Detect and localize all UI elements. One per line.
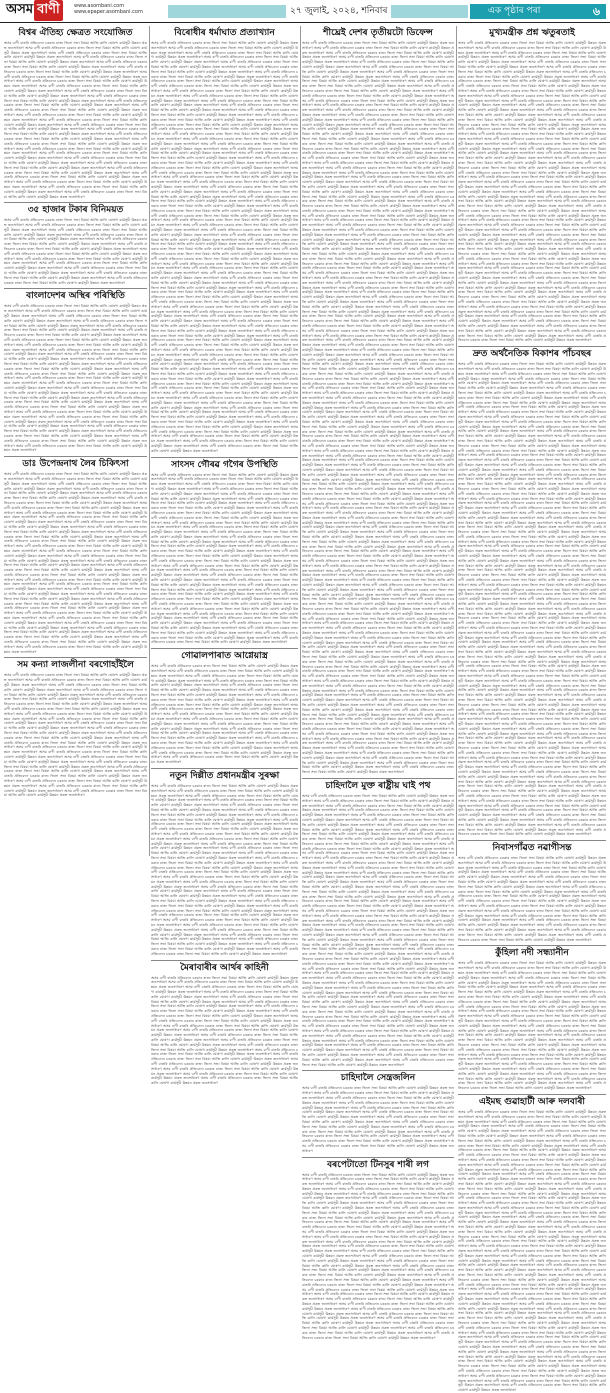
article-divider (302, 1157, 454, 1158)
article (302, 28, 454, 775)
column-3 (302, 26, 454, 1340)
article-headline: নিবাসগাঁৱত নৱাগীসন্ত (492, 843, 572, 854)
article (4, 657, 147, 798)
article-headline: চাহিদালৈ সেন্ত্ৰজলিন (340, 1073, 416, 1084)
article-divider (4, 456, 147, 457)
article-divider (4, 288, 147, 289)
article (151, 457, 298, 646)
article-headline: ডাঃ উপেন্দ্ৰনাথ লৈৰ চিকিৎসা (22, 459, 129, 470)
column-rule (149, 26, 150, 856)
article-divider (151, 457, 298, 458)
article-headline: বিৰোধীৰ ধৰ্মাঘাত প্ৰত্যাখ্যান (174, 28, 275, 38)
article-divider (151, 648, 298, 649)
article-divider (458, 1094, 606, 1095)
article-headline: চাহিদালৈ মুক্ত ৰাষ্ট্ৰীয় ঘাই পথ (325, 780, 431, 791)
masthead (0, 0, 610, 23)
article (458, 945, 606, 1091)
article-body: অসম বাণী বাতৰি প্ৰতিবেদন চৰকাৰ ৰাজ্য জিলা সভা বিষয়া আজি কালি ঘোষণা কাৰ্যসূচী উন্নয়ন প্ৰকল্প জনসাধাৰণ অসম বাণী বাতৰি প্ৰতিবেদন চৰকাৰ ৰাজ্য জিলা সভা বিষয়া আজি কালি ঘোষণা কাৰ্যসূচী উন্নয়ন প্ৰকল্প জনসাধাৰণ অসম বাণী বাতৰি প্ৰতিবেদন চৰকাৰ ৰাজ্য জিলা সভা বিষয়া আজি কালি ঘোষণা কাৰ্যসূচী উন্নয়ন প্ৰকল্প জনসাধাৰণ অসম বাণী বাতৰি প্ৰতিবেদন চৰকাৰ ৰাজ্য জিলা সভা বিষয়া আজি কালি ঘোষণা কাৰ্যসূচী উন্নয়ন প্ৰকল্প জনসাধাৰণ অসম বাণী বাতৰি প্ৰতিবেদন চৰকাৰ ৰাজ্য জিলা সভা বিষয়া আজি কালি ঘোষণা কাৰ্যসূচী উন্নয়ন প্ৰকল্প জনসাধাৰণ অসম বাণী বাতৰি প্ৰতিবেদন চৰকাৰ ৰাজ্য জিলা সভা বিষয়া আজি কালি ঘোষণা কাৰ্যসূচী উন্নয়ন প্ৰকল্প জনসাধাৰণ অসম বাণী বাতৰি প্ৰতিবেদন চৰকাৰ ৰাজ্য জিলা সভা বিষয়া আজি কালি ঘোষণা কাৰ্যসূচী উন্নয়ন প্ৰকল্প জনসাধাৰণ অসম বাণী বাতৰি প্ৰতিবেদন চৰকাৰ ৰাজ্য জিলা সভা বিষয়া আজি কালি ঘোষণা কাৰ্যসূচী উন্নয়ন প্ৰকল্প জনসাধাৰণ অসম বাণী বাতৰি প্ৰতিবেদন চৰকাৰ ৰাজ্য জিলা সভা বিষয়া আজি কালি ঘোষণা কাৰ্যসূচী উন্নয়ন প্ৰকল্প জনসাধাৰণ অসম বাণী বাতৰি প্ৰতিবেদন চৰকাৰ ৰাজ্য জিলা সভা বিষয়া আজি কালি ঘোষণা কাৰ্যসূচী উন্নয়ন প্ৰকল্প জনসাধাৰণ অসম বাণী বাতৰি প্ৰতিবেদন চৰকাৰ ৰাজ্য জিলা সভা বিষয়া আজি কালি ঘোষণা কাৰ্যসূচী উন্নয়ন প্ৰকল্প জনসাধাৰণ অসম বাণী বাতৰি প্ৰতিবেদন চৰকাৰ ৰাজ্য জিলা সভা বিষয়া আজি কালি ঘোষণা কাৰ্যসূচী উন্নয়ন প্ৰকল্প জনসাধাৰণ অসম বাণী বাতৰি প্ৰতিবেদন চৰকাৰ ৰাজ্য জিলা সভা বিষয়া আজি কালি ঘোষণা কাৰ্যসূচী উন্নয়ন প্ৰকল্প জনসাধাৰণ অসম বাণী বাতৰি প্ৰতিবেদন চৰকাৰ ৰাজ্য জিলা সভা বিষয়া আজি কালি ঘোষণা কাৰ্যসূচী উন্নয়ন প্ৰকল্প জনসাধাৰণ অসম বাণী বাতৰি প্ৰতিবেদন চৰকাৰ ৰাজ্য জিলা সভা বিষয়া আজি কালি ঘোষণা কাৰ্যসূচী উন্নয়ন প্ৰকল্প জনসাধাৰণ অসম বাণী বাতৰি প্ৰতিবেদন চৰকাৰ ৰাজ্য জিলা সভা বিষয়া আজি কালি ঘোষণা কাৰ্যসূচী উন্নয়ন প্ৰকল্প জনসাধাৰণ অসম বাণী বাতৰি প্ৰতিবেদন চৰকাৰ ৰাজ্য জিলা সভা বিষয়া আজি কালি ঘোষণা কাৰ্যসূচী উন্নয়ন প্ৰকল্প জনসাধাৰণ অসম বাণী বাতৰি প্ৰতিবেদন চৰকাৰ ৰাজ্য জিলা সভা বিষয়া আজি কালি ঘোষণা কাৰ্যসূচী উন্নয়ন প্ৰকল্প জনসাধাৰণ অসম বাণী বাতৰি প্ৰতিবেদন চৰকাৰ ৰাজ্য জিলা সভা বিষয়া আজি কালি ঘোষণা কাৰ্যসূচী উন্নয়ন প্ৰকল্প জনসাধাৰণ অসম বাণী বাতৰি প্ৰতিবেদন চৰকাৰ ৰাজ্য জিলা সভা বিষয়া আজি কালি ঘোষণা কাৰ্যসূচী উন্নয়ন প্ৰকল্প জনসাধাৰণ অসম বাণী বাতৰি প্ৰতিবেদন চৰকাৰ ৰাজ্য জিলা সভা বিষয়া আজি কালি ঘোষণা কাৰ্যসূচী উন্নয়ন প্ৰকল্প জনসাধাৰণ অসম বাণী বাতৰি প্ৰতিবেদন চৰকাৰ ৰাজ্য জিলা সভা বিষয়া আজি কালি ঘোষণা কাৰ্যসূচী উন্নয়ন প্ৰকল্প জনসাধাৰণ অসম বাণী বাতৰি প্ৰতিবেদন চৰকাৰ ৰাজ্য জিলা সভা বিষয়া আজি কালি ঘোষণা কাৰ্যসূচী উন্নয়ন প্ৰকল্প জনসাধাৰণ অসম বাণী বাতৰি প্ৰতিবেদন চৰকাৰ ৰাজ্য জিলা সভা বিষয়া আজি কালি ঘোষণা কাৰ্যসূচী উন্নয়ন প্ৰকল্প জনসাধাৰণ অসম বাণী বাতৰি প্ৰতিবেদন চৰকাৰ ৰাজ্য জিলা সভা বিষয়া আজি কালি ঘোষণা কাৰ্যসূচী উন্নয়ন প্ৰকল্প জনসাধাৰণ অসম বাণী বাতৰি প্ৰতিবেদন চৰকাৰ ৰাজ্য জিলা সভা বিষয়া আজি কালি ঘোষণা কাৰ্যসূচী উন্নয়ন প্ৰকল্প জনসাধাৰণ অসম বাণী বাতৰি প্ৰতিবেদন চৰকাৰ ৰাজ্য জিলা সভা বিষয়া আজি কালি ঘোষণা কাৰ্যসূচী উন্নয়ন প্ৰকল্প জনসাধাৰণ অসম বাণী বাতৰি প্ৰতিবেদন চৰকাৰ ৰাজ্য জিলা সভা বিষয়া আজি কালি ঘোষণা কাৰ্যসূচী উন্নয়ন প্ৰকল্প জনসাধাৰণ অসম বাণী বাতৰি প্ৰতিবেদন চৰকাৰ ৰাজ্য জিলা সভা বিষয়া আজি কালি ঘোষণা কাৰ্যসূচী উন্নয়ন প্ৰকল্প জনসাধাৰণ অসম বাণী বাতৰি প্ৰতিবেদন চৰকাৰ ৰাজ্য জিলা সভা বিষয়া আজি কালি ঘোষণা কাৰ্যসূচী উন্নয়ন প্ৰকল্প জনসাধাৰণ অসম বাণী বাতৰি প্ৰতিবেদন চৰকাৰ ৰাজ্য জিলা সভা বিষয়া আজি কালি ঘোষণা কাৰ্যসূচী উন্নয়ন প্ৰকল্প জনসাধাৰণ অসম বাণী বাতৰি প্ৰতিবেদন চৰকাৰ ৰাজ্য জিলা সভা বিষয়া আজি কালি ঘোষণা কাৰ্যসূচী উন্নয়ন প্ৰকল্প জনসাধাৰণ (151, 472, 299, 645)
column-4 (458, 26, 606, 1393)
article-body: অসম বাণী বাতৰি প্ৰতিবেদন চৰকাৰ ৰাজ্য জিলা সভা বিষয়া আজি কালি ঘোষণা কাৰ্যসূচী উন্নয়ন প্ৰকল্প জনসাধাৰণ অসম বাণী বাতৰি প্ৰতিবেদন চৰকাৰ ৰাজ্য জিলা সভা বিষয়া আজি কালি ঘোষণা কাৰ্যসূচী উন্নয়ন প্ৰকল্প জনসাধাৰণ অসম বাণী বাতৰি প্ৰতিবেদন চৰকাৰ ৰাজ্য জিলা সভা বিষয়া আজি কালি ঘোষণা কাৰ্যসূচী উন্নয়ন প্ৰকল্প জনসাধাৰণ অসম বাণী বাতৰি প্ৰতিবেদন চৰকাৰ ৰাজ্য জিলা সভা বিষয়া আজি কালি ঘোষণা কাৰ্যসূচী উন্নয়ন প্ৰকল্প জনসাধাৰণ অসম বাণী বাতৰি প্ৰতিবেদন চৰকাৰ ৰাজ্য জিলা সভা বিষয়া আজি কালি ঘোষণা কাৰ্যসূচী উন্নয়ন প্ৰকল্প জনসাধাৰণ অসম বাণী বাতৰি প্ৰতিবেদন চৰকাৰ ৰাজ্য জিলা সভা বিষয়া আজি কালি ঘোষণা কাৰ্যসূচী উন্নয়ন প্ৰকল্প জনসাধাৰণ অসম বাণী বাতৰি প্ৰতিবেদন চৰকাৰ ৰাজ্য জিলা সভা বিষয়া আজি কালি ঘোষণা কাৰ্যসূচী উন্নয়ন প্ৰকল্প জনসাধাৰণ অসম বাণী বাতৰি প্ৰতিবেদন চৰকাৰ ৰাজ্য জিলা সভা বিষয়া আজি কালি ঘোষণা কাৰ্যসূচী উন্নয়ন প্ৰকল্প জনসাধাৰণ অসম বাণী বাতৰি প্ৰতিবেদন চৰকাৰ ৰাজ্য জিলা সভা বিষয়া আজি কালি ঘোষণা কাৰ্যসূচী উন্নয়ন প্ৰকল্প জনসাধাৰণ অসম বাণী বাতৰি প্ৰতিবেদন চৰকাৰ ৰাজ্য জিলা সভা বিষয়া আজি কালি ঘোষণা কাৰ্যসূচী উন্নয়ন প্ৰকল্প জনসাধাৰণ অসম বাণী বাতৰি প্ৰতিবেদন চৰকাৰ ৰাজ্য জিলা সভা বিষয়া আজি কালি ঘোষণা কাৰ্যসূচী উন্নয়ন প্ৰকল্প জনসাধাৰণ অসম বাণী বাতৰি প্ৰতিবেদন চৰকাৰ ৰাজ্য জিলা সভা বিষয়া আজি কালি ঘোষণা কাৰ্যসূচী উন্নয়ন প্ৰকল্প জনসাধাৰণ অসম বাণী বাতৰি প্ৰতিবেদন চৰকাৰ ৰাজ্য জিলা সভা বিষয়া আজি কালি ঘোষণা কাৰ্যসূচী উন্নয়ন প্ৰকল্প জনসাধাৰণ অসম বাণী বাতৰি প্ৰতিবেদন চৰকাৰ ৰাজ্য জিলা সভা বিষয়া আজি কালি ঘোষণা কাৰ্যসূচী উন্নয়ন প্ৰকল্প জনসাধাৰণ অসম বাণী বাতৰি প্ৰতিবেদন চৰকাৰ ৰাজ্য জিলা সভা বিষয়া আজি কালি ঘোষণা কাৰ্যসূচী উন্নয়ন প্ৰকল্প জনসাধাৰণ অসম বাণী বাতৰি প্ৰতিবেদন চৰকাৰ ৰাজ্য জিলা সভা বিষয়া আজি কালি ঘোষণা কাৰ্যসূচী উন্নয়ন প্ৰকল্প জনসাধাৰণ অসম বাণী বাতৰি প্ৰতিবেদন চৰকাৰ ৰাজ্য জিলা সভা বিষয়া আজি কালি ঘোষণা কাৰ্যসূচী উন্নয়ন প্ৰকল্প জনসাধাৰণ অসম বাণী বাতৰি প্ৰতিবেদন চৰকাৰ ৰাজ্য জিলা সভা বিষয়া আজি কালি ঘোষণা কাৰ্যসূচী উন্নয়ন প্ৰকল্প জনসাধাৰণ অসম বাণী বাতৰি প্ৰতিবেদন চৰকাৰ ৰাজ্য জিলা সভা বিষয়া আজি কালি ঘোষণা কাৰ্যসূচী উন্নয়ন প্ৰকল্প জনসাধাৰণ অসম বাণী বাতৰি প্ৰতিবেদন চৰকাৰ ৰাজ্য জিলা সভা বিষয়া আজি কালি ঘোষণা কাৰ্যসূচী উন্নয়ন প্ৰকল্প জনসাধাৰণ অসম বাণী বাতৰি প্ৰতিবেদন চৰকাৰ ৰাজ্য জিলা সভা বিষয়া আজি কালি ঘোষণা কাৰ্যসূচী উন্নয়ন প্ৰকল্প জনসাধাৰণ অসম বাণী বাতৰি প্ৰতিবেদন চৰকাৰ ৰাজ্য জিলা সভা বিষয়া আজি কালি ঘোষণা কাৰ্যসূচী উন্নয়ন প্ৰকল্প জনসাধাৰণ অসম বাণী বাতৰি প্ৰতিবেদন চৰকাৰ ৰাজ্য জিলা সভা বিষয়া আজি কালি ঘোষণা কাৰ্যসূচী উন্নয়ন প্ৰকল্প জনসাধাৰণ অসম বাণী বাতৰি প্ৰতিবেদন চৰকাৰ ৰাজ্য জিলা সভা বিষয়া আজি কালি ঘোষণা কাৰ্যসূচী উন্নয়ন প্ৰকল্প জনসাধাৰণ অসম বাণী বাতৰি প্ৰতিবেদন চৰকাৰ ৰাজ্য জিলা সভা বিষয়া আজি কালি ঘোষণা কাৰ্যসূচী উন্নয়ন প্ৰকল্প জনসাধাৰণ অসম বাণী বাতৰি প্ৰতিবেদন চৰকাৰ ৰাজ্য জিলা সভা বিষয়া আজি কালি ঘোষণা কাৰ্যসূচী উন্নয়ন প্ৰকল্প জনসাধাৰণ অসম বাণী বাতৰি প্ৰতিবেদন চৰকাৰ ৰাজ্য জিলা সভা বিষয়া আজি কালি ঘোষণা কাৰ্যসূচী উন্নয়ন প্ৰকল্প জনসাধাৰণ অসম বাণী বাতৰি প্ৰতিবেদন চৰকাৰ ৰাজ্য জিলা সভা বিষয়া আজি কালি ঘোষণা কাৰ্যসূচী উন্নয়ন প্ৰকল্প জনসাধাৰণ অসম বাণী বাতৰি প্ৰতিবেদন চৰকাৰ ৰাজ্য জিলা সভা বিষয়া আজি কালি ঘোষণা কাৰ্যসূচী উন্নয়ন প্ৰকল্প জনসাধাৰণ অসম বাণী বাতৰি প্ৰতিবেদন চৰকাৰ ৰাজ্য জিলা সভা বিষয়া আজি কালি ঘোষণা কাৰ্যসূচী উন্নয়ন প্ৰকল্প জনসাধাৰণ অসম বাণী বাতৰি প্ৰতিবেদন চৰকাৰ ৰাজ্য জিলা সভা বিষয়া আজি কালি ঘোষণা কাৰ্যসূচী উন্নয়ন প্ৰকল্প জনসাধাৰণ অসম বাণী বাতৰি প্ৰতিবেদন চৰকাৰ ৰাজ্য জিলা সভা বিষয়া আজি কালি ঘোষণা কাৰ্যসূচী উন্নয়ন প্ৰকল্প জনসাধাৰণ অসম বাণী বাতৰি প্ৰতিবেদন চৰকাৰ ৰাজ্য জিলা সভা বিষয়া আজি কালি ঘোষণা কাৰ্যসূচী উন্নয়ন প্ৰকল্প জনসাধাৰণ অসম বাণী বাতৰি প্ৰতিবেদন চৰকাৰ ৰাজ্য জিলা সভা বিষয়া আজি কালি ঘোষণা কাৰ্যসূচী উন্নয়ন প্ৰকল্প জনসাধাৰণ অসম বাণী বাতৰি প্ৰতিবেদন চৰকাৰ ৰাজ্য জিলা সভা বিষয়া আজি কালি ঘোষণা কাৰ্যসূচী উন্নয়ন প্ৰকল্প জনসাধাৰণ অসম বাণী বাতৰি প্ৰতিবেদন চৰকাৰ ৰাজ্য জিলা সভা বিষয়া আজি কালি ঘোষণা কাৰ্যসূচী উন্নয়ন প্ৰকল্প জনসাধাৰণ অসম বাণী বাতৰি প্ৰতিবেদন চৰকাৰ ৰাজ্য জিলা সভা বিষয়া আজি কালি ঘোষণা কাৰ্যসূচী উন্নয়ন প্ৰকল্প জনসাধাৰণ অসম বাণী বাতৰি প্ৰতিবেদন চৰকাৰ ৰাজ্য জিলা সভা বিষয়া আজি কালি ঘোষণা কাৰ্যসূচী উন্নয়ন প্ৰকল্প জনসাধাৰণ অসম বাণী বাতৰি প্ৰতিবেদন চৰকাৰ ৰাজ্য জিলা সভা বিষয়া আজি কালি ঘোষণা কাৰ্যসূচী উন্নয়ন প্ৰকল্প জনসাধাৰণ অসম বাণী বাতৰি প্ৰতিবেদন চৰকাৰ ৰাজ্য জিলা সভা বিষয়া আজি কালি ঘোষণা কাৰ্যসূচী উন্নয়ন প্ৰকল্প জনসাধাৰণ অসম বাণী বাতৰি প্ৰতিবেদন চৰকাৰ ৰাজ্য জিলা সভা বিষয়া আজি কালি ঘোষণা কাৰ্যসূচী উন্নয়ন প্ৰকল্প জনসাধাৰণ অসম বাণী বাতৰি প্ৰতিবেদন চৰকাৰ ৰাজ্য জিলা সভা বিষয়া আজি কালি ঘোষণা কাৰ্যসূচী উন্নয়ন প্ৰকল্প জনসাধাৰণ অসম বাণী বাতৰি প্ৰতিবেদন চৰকাৰ ৰাজ্য জিলা সভা বিষয়া আজি কালি ঘোষণা কাৰ্যসূচী উন্নয়ন প্ৰকল্প জনসাধাৰণ অসম বাণী বাতৰি প্ৰতিবেদন চৰকাৰ ৰাজ্য জিলা সভা বিষয়া আজি কালি ঘোষণা কাৰ্যসূচী উন্নয়ন প্ৰকল্প জনসাধাৰণ অসম বাণী বাতৰি প্ৰতিবেদন চৰকাৰ ৰাজ্য জিলা সভা বিষয়া আজি কালি ঘোষণা কাৰ্যসূচী উন্নয়ন প্ৰকল্প জনসাধাৰণ অসম বাণী বাতৰি প্ৰতিবেদন চৰকাৰ ৰাজ্য জিলা সভা বিষয়া আজি কালি ঘোষণা কাৰ্যসূচী উন্নয়ন প্ৰকল্প জনসাধাৰণ অসম বাণী বাতৰি প্ৰতিবেদন চৰকাৰ ৰাজ্য জিলা সভা বিষয়া আজি কালি ঘোষণা কাৰ্যসূচী উন্নয়ন প্ৰকল্প জনসাধাৰণ অসম বাণী বাতৰি প্ৰতিবেদন চৰকাৰ ৰাজ্য জিলা সভা বিষয়া আজি কালি ঘোষণা কাৰ্যসূচী উন্নয়ন প্ৰকল্প জনসাধাৰণ অসম বাণী বাতৰি প্ৰতিবেদন চৰকাৰ ৰাজ্য জিলা সভা বিষয়া আজি কালি ঘোষণা কাৰ্যসূচী উন্নয়ন প্ৰকল্প জনসাধাৰণ অসম বাণী বাতৰি প্ৰতিবেদন চৰকাৰ ৰাজ্য জিলা সভা বিষয়া আজি কালি ঘোষণা কাৰ্যসূচী উন্নয়ন প্ৰকল্প জনসাধাৰণ অসম বাণী বাতৰি প্ৰতিবেদন চৰকাৰ ৰাজ্য জিলা সভা বিষয়া আজি কালি ঘোষণা কাৰ্যসূচী উন্নয়ন প্ৰকল্প জনসাধাৰণ অসম বাণী বাতৰি প্ৰতিবেদন চৰকাৰ ৰাজ্য জিলা সভা বিষয়া আজি কালি ঘোষণা কাৰ্যসূচী উন্নয়ন প্ৰকল্প জনসাধাৰণ অসম বাণী বাতৰি প্ৰতিবেদন চৰকাৰ ৰাজ্য জিলা সভা বিষয়া আজি কালি ঘোষণা কাৰ্যসূচী উন্নয়ন প্ৰকল্প জনসাধাৰণ অসম বাণী বাতৰি প্ৰতিবেদন চৰকাৰ ৰাজ্য জিলা সভা বিষয়া আজি কালি ঘোষণা কাৰ্যসূচী উন্নয়ন প্ৰকল্প জনসাধাৰণ অসম বাণী বাতৰি প্ৰতিবেদন চৰকাৰ ৰাজ্য জিলা সভা বিষয়া আজি কালি ঘোষণা কাৰ্যসূচী উন্নয়ন প্ৰকল্প জনসাধাৰণ অসম বাণী বাতৰি প্ৰতিবেদন চৰকাৰ ৰাজ্য জিলা সভা বিষয়া আজি কালি ঘোষণা কাৰ্যসূচী উন্নয়ন প্ৰকল্প জনসাধাৰণ অসম বাণী বাতৰি প্ৰতিবেদন চৰকাৰ ৰাজ্য জিলা সভা বিষয়া আজি কালি ঘোষণা কাৰ্যসূচী উন্নয়ন প্ৰকল্প জনসাধাৰণ অসম বাণী বাতৰি প্ৰতিবেদন চৰকাৰ ৰাজ্য জিলা সভা বিষয়া আজি কালি ঘোষণা কাৰ্যসূচী উন্নয়ন প্ৰকল্প জনসাধাৰণ অসম বাণী বাতৰি প্ৰতিবেদন চৰকাৰ ৰাজ্য জিলা সভা বিষয়া আজি কালি ঘোষণা কাৰ্যসূচী উন্নয়ন প্ৰকল্প জনসাধাৰণ অসম বাণী বাতৰি প্ৰতিবেদন চৰকাৰ ৰাজ্য জিলা সভা বিষয়া আজি কালি ঘোষণা কাৰ্যসূচী উন্নয়ন প্ৰকল্প জনসাধাৰণ অসম বাণী বাতৰি প্ৰতিবেদন চৰকাৰ ৰাজ্য জিলা সভা বিষয়া আজি কালি ঘোষণা কাৰ্যসূচী উন্নয়ন প্ৰকল্প জনসাধাৰণ অসম বাণী বাতৰি প্ৰতিবেদন চৰকাৰ ৰাজ্য জিলা সভা বিষয়া আজি কালি ঘোষণা কাৰ্যসূচী উন্নয়ন প্ৰকল্প জনসাধাৰণ অসম বাণী বাতৰি প্ৰতিবেদন চৰকাৰ ৰাজ্য জিলা সভা বিষয়া আজি কালি ঘোষণা কাৰ্যসূচী উন্নয়ন প্ৰকল্প জনসাধাৰণ অসম বাণী বাতৰি প্ৰতিবেদন চৰকাৰ ৰাজ্য জিলা সভা বিষয়া আজি কালি ঘোষণা কাৰ্যসূচী উন্নয়ন প্ৰকল্প জনসাধাৰণ অসম বাণী বাতৰি প্ৰতিবেদন চৰকাৰ ৰাজ্য জিলা সভা বিষয়া আজি কালি ঘোষণা কাৰ্যসূচী উন্নয়ন প্ৰকল্প জনসাধাৰণ অসম বাণী বাতৰি প্ৰতিবেদন চৰকাৰ ৰাজ্য জিলা সভা বিষয়া আজি কালি ঘোষণা কাৰ্যসূচী উন্নয়ন প্ৰকল্প জনসাধাৰণ অসম বাণী বাতৰি প্ৰতিবেদন চৰকাৰ ৰাজ্য জিলা সভা বিষয়া আজি কালি ঘোষণা কাৰ্যসূচী উন্নয়ন প্ৰকল্প জনসাধাৰণ অসম বাণী বাতৰি প্ৰতিবেদন চৰকাৰ ৰাজ্য জিলা সভা বিষয়া আজি কালি ঘোষণা কাৰ্যসূচী উন্নয়ন প্ৰকল্প জনসাধাৰণ অসম বাণী বাতৰি প্ৰতিবেদন চৰকাৰ ৰাজ্য জিলা সভা বিষয়া আজি কালি ঘোষণা কাৰ্যসূচী উন্নয়ন প্ৰকল্প জনসাধাৰণ অসম বাণী বাতৰি প্ৰতিবেদন চৰকাৰ ৰাজ্য জিলা সভা বিষয়া আজি কালি ঘোষণা কাৰ্যসূচী উন্নয়ন প্ৰকল্প জনসাধাৰণ অসম বাণী বাতৰি প্ৰতিবেদন চৰকাৰ ৰাজ্য জিলা সভা বিষয়া আজি কালি ঘোষণা কাৰ্যসূচী উন্নয়ন প্ৰকল্প জনসাধাৰণ অসম বাণী বাতৰি প্ৰতিবেদন চৰকাৰ ৰাজ্য জিলা সভা বিষয়া আজি কালি ঘোষণা কাৰ্যসূচী উন্নয়ন প্ৰকল্প জনসাধাৰণ অসম বাণী বাতৰি প্ৰতিবেদন চৰকাৰ ৰাজ্য জিলা সভা বিষয়া আজি কালি ঘোষণা কাৰ্যসূচী উন্নয়ন প্ৰকল্প জনসাধাৰণ অসম বাণী বাতৰি প্ৰতিবেদন চৰকাৰ ৰাজ্য জিলা সভা বিষয়া আজি কালি ঘোষণা কাৰ্যসূচী উন্নয়ন প্ৰকল্প জনসাধাৰণ অসম বাণী বাতৰি প্ৰতিবেদন চৰকাৰ ৰাজ্য জিলা সভা বিষয়া আজি কালি ঘোষণা কাৰ্যসূচী উন্নয়ন প্ৰকল্প জনসাধাৰণ অসম বাণী বাতৰি প্ৰতিবেদন চৰকাৰ ৰাজ্য জিলা সভা বিষয়া আজি কালি ঘোষণা কাৰ্যসূচী উন্নয়ন প্ৰকল্প জনসাধাৰণ অসম বাণী বাতৰি প্ৰতিবেদন চৰকাৰ ৰাজ্য জিলা সভা বিষয়া আজি কালি ঘোষণা কাৰ্যসূচী উন্নয়ন প্ৰকল্প জনসাধাৰণ অসম বাণী বাতৰি প্ৰতিবেদন চৰকাৰ ৰাজ্য জিলা সভা বিষয়া আজি কালি ঘোষণা কাৰ্যসূচী উন্নয়ন প্ৰকল্প জনসাধাৰণ অসম বাণী বাতৰি প্ৰতিবেদন চৰকাৰ ৰাজ্য জিলা সভা বিষয়া আজি কালি ঘোষণা কাৰ্যসূচী উন্নয়ন প্ৰকল্প জনসাধাৰণ অসম বাণী বাতৰি প্ৰতিবেদন চৰকাৰ ৰাজ্য জিলা সভা বিষয়া আজি কালি ঘোষণা কাৰ্যসূচী উন্নয়ন প্ৰকল্প জনসাধাৰণ অসম বাণী বাতৰি প্ৰতিবেদন চৰকাৰ ৰাজ্য জিলা সভা বিষয়া আজি কালি ঘোষণা কাৰ্যসূচী উন্নয়ন প্ৰকল্প জনসাধাৰণ অসম বাণী বাতৰি প্ৰতিবেদন চৰকাৰ ৰাজ্য জিলা সভা বিষয়া আজি কালি ঘোষণা কাৰ্যসূচী উন্নয়ন প্ৰকল্প জনসাধাৰণ অসম বাণী বাতৰি প্ৰতিবেদন চৰকাৰ ৰাজ্য জিলা সভা বিষয়া আজি কালি ঘোষণা কাৰ্যসূচী উন্নয়ন প্ৰকল্প জনসাধাৰণ অসম বাণী বাতৰি প্ৰতিবেদন চৰকাৰ ৰাজ্য জিলা সভা বিষয়া আজি কালি ঘোষণা কাৰ্যসূচী উন্নয়ন প্ৰকল্প জনসাধাৰণ অসম বাণী বাতৰি প্ৰতিবেদন চৰকাৰ ৰাজ্য জিলা সভা বিষয়া আজি কালি ঘোষণা কাৰ্যসূচী উন্নয়ন প্ৰকল্প জনসাধাৰণ অসম বাণী বাতৰি প্ৰতিবেদন চৰকাৰ ৰাজ্য জিলা সভা বিষয়া আজি কালি ঘোষণা কাৰ্যসূচী উন্নয়ন প্ৰকল্প জনসাধাৰণ অসম বাণী বাতৰি প্ৰতিবেদন চৰকাৰ ৰাজ্য জিলা সভা বিষয়া আজি কালি ঘোষণা কাৰ্যসূচী উন্নয়ন প্ৰকল্প জনসাধাৰণ অসম বাণী বাতৰি প্ৰতিবেদন চৰকাৰ ৰাজ্য জিলা সভা বিষয়া আজি কালি ঘোষণা কাৰ্যসূচী উন্নয়ন প্ৰকল্প জনসাধাৰণ (458, 362, 606, 837)
article-divider (458, 346, 606, 347)
article (4, 202, 147, 285)
article-body: অসম বাণী বাতৰি প্ৰতিবেদন চৰকাৰ ৰাজ্য জিলা সভা বিষয়া আজি কালি ঘোষণা কাৰ্যসূচী উন্নয়ন প্ৰকল্প জনসাধাৰণ অসম বাণী বাতৰি প্ৰতিবেদন চৰকাৰ ৰাজ্য জিলা সভা বিষয়া আজি কালি ঘোষণা কাৰ্যসূচী উন্নয়ন প্ৰকল্প জনসাধাৰণ অসম বাণী বাতৰি প্ৰতিবেদন চৰকাৰ ৰাজ্য জিলা সভা বিষয়া আজি কালি ঘোষণা কাৰ্যসূচী উন্নয়ন প্ৰকল্প জনসাধাৰণ অসম বাণী বাতৰি প্ৰতিবেদন চৰকাৰ ৰাজ্য জিলা সভা বিষয়া আজি কালি ঘোষণা কাৰ্যসূচী উন্নয়ন প্ৰকল্প জনসাধাৰণ অসম বাণী বাতৰি প্ৰতিবেদন চৰকাৰ ৰাজ্য জিলা সভা বিষয়া আজি কালি ঘোষণা কাৰ্যসূচী উন্নয়ন প্ৰকল্প জনসাধাৰণ অসম বাণী বাতৰি প্ৰতিবেদন চৰকাৰ ৰাজ্য জিলা সভা বিষয়া আজি কালি ঘোষণা কাৰ্যসূচী উন্নয়ন প্ৰকল্প জনসাধাৰণ অসম বাণী বাতৰি প্ৰতিবেদন চৰকাৰ ৰাজ্য জিলা সভা বিষয়া আজি কালি ঘোষণা কাৰ্যসূচী উন্নয়ন প্ৰকল্প জনসাধাৰণ অসম বাণী বাতৰি প্ৰতিবেদন চৰকাৰ ৰাজ্য জিলা সভা বিষয়া আজি কালি ঘোষণা কাৰ্যসূচী উন্নয়ন প্ৰকল্প জনসাধাৰণ অসম বাণী বাতৰি প্ৰতিবেদন চৰকাৰ ৰাজ্য জিলা সভা বিষয়া আজি কালি ঘোষণা কাৰ্যসূচী উন্নয়ন প্ৰকল্প জনসাধাৰণ অসম বাণী বাতৰি প্ৰতিবেদন চৰকাৰ ৰাজ্য জিলা সভা বিষয়া আজি কালি ঘোষণা কাৰ্যসূচী উন্নয়ন প্ৰকল্প জনসাধাৰণ অসম বাণী বাতৰি প্ৰতিবেদন চৰকাৰ ৰাজ্য জিলা সভা বিষয়া আজি কালি ঘোষণা কাৰ্যসূচী উন্নয়ন প্ৰকল্প জনসাধাৰণ অসম বাণী বাতৰি প্ৰতিবেদন চৰকাৰ ৰাজ্য জিলা সভা বিষয়া আজি কালি ঘোষণা কাৰ্যসূচী উন্নয়ন প্ৰকল্প জনসাধাৰণ (4, 218, 147, 285)
article-headline: মুখ্যমন্ত্ৰীক প্ৰশ্ন ঋতুৰতাই (489, 28, 575, 38)
article-headline: গোৱালপাৰাত আগ্নেয়াস্ত্ৰ (181, 651, 268, 662)
issue-date: ২৭ জুলাই, ২০২৪, শনিবাৰ (286, 5, 391, 18)
article-headline: ৩৫ হাজাৰ টকাৰ বিনিময়ত (27, 205, 124, 216)
article-body: অসম বাণী বাতৰি প্ৰতিবেদন চৰকাৰ ৰাজ্য জিলা সভা বিষয়া আজি কালি ঘোষণা কাৰ্যসূচী উন্নয়ন প্ৰকল্প জনসাধাৰণ অসম বাণী বাতৰি প্ৰতিবেদন চৰকাৰ ৰাজ্য জিলা সভা বিষয়া আজি কালি ঘোষণা কাৰ্যসূচী উন্নয়ন প্ৰকল্প জনসাধাৰণ অসম বাণী বাতৰি প্ৰতিবেদন চৰকাৰ ৰাজ্য জিলা সভা বিষয়া আজি কালি ঘোষণা কাৰ্যসূচী উন্নয়ন প্ৰকল্প জনসাধাৰণ অসম বাণী বাতৰি প্ৰতিবেদন চৰকাৰ ৰাজ্য জিলা সভা বিষয়া আজি কালি ঘোষণা কাৰ্যসূচী উন্নয়ন প্ৰকল্প জনসাধাৰণ অসম বাণী বাতৰি প্ৰতিবেদন চৰকাৰ ৰাজ্য জিলা সভা বিষয়া আজি কালি ঘোষণা কাৰ্যসূচী উন্নয়ন প্ৰকল্প জনসাধাৰণ অসম বাণী বাতৰি প্ৰতিবেদন চৰকাৰ ৰাজ্য জিলা সভা বিষয়া আজি কালি ঘোষণা কাৰ্যসূচী উন্নয়ন প্ৰকল্প জনসাধাৰণ অসম বাণী বাতৰি প্ৰতিবেদন চৰকাৰ ৰাজ্য জিলা সভা বিষয়া আজি কালি ঘোষণা কাৰ্যসূচী উন্নয়ন প্ৰকল্প জনসাধাৰণ অসম বাণী বাতৰি প্ৰতিবেদন চৰকাৰ ৰাজ্য জিলা সভা বিষয়া আজি কালি ঘোষণা কাৰ্যসূচী উন্নয়ন প্ৰকল্প জনসাধাৰণ অসম বাণী বাতৰি প্ৰতিবেদন চৰকাৰ ৰাজ্য জিলা সভা বিষয়া আজি কালি ঘোষণা কাৰ্যসূচী উন্নয়ন প্ৰকল্প জনসাধাৰণ অসম বাণী বাতৰি প্ৰতিবেদন চৰকাৰ ৰাজ্য জিলা সভা বিষয়া আজি কালি ঘোষণা কাৰ্যসূচী উন্নয়ন প্ৰকল্প জনসাধাৰণ অসম বাণী বাতৰি প্ৰতিবেদন চৰকাৰ ৰাজ্য জিলা সভা বিষয়া আজি কালি ঘোষণা কাৰ্যসূচী উন্নয়ন প্ৰকল্প জনসাধাৰণ অসম বাণী বাতৰি প্ৰতিবেদন চৰকাৰ ৰাজ্য জিলা সভা বিষয়া আজি কালি ঘোষণা কাৰ্যসূচী উন্নয়ন প্ৰকল্প জনসাধাৰণ অসম বাণী বাতৰি প্ৰতিবেদন চৰকাৰ ৰাজ্য জিলা সভা বিষয়া আজি কালি ঘোষণা কাৰ্যসূচী উন্নয়ন প্ৰকল্প জনসাধাৰণ অসম বাণী বাতৰি প্ৰতিবেদন চৰকাৰ ৰাজ্য জিলা সভা বিষয়া আজি কালি ঘোষণা কাৰ্যসূচী উন্নয়ন প্ৰকল্প জনসাধাৰণ অসম বাণী বাতৰি প্ৰতিবেদন চৰকাৰ ৰাজ্য জিলা সভা বিষয়া আজি কালি ঘোষণা কাৰ্যসূচী উন্নয়ন প্ৰকল্প জনসাধাৰণ অসম বাণী বাতৰি প্ৰতিবেদন চৰকাৰ ৰাজ্য জিলা সভা বিষয়া আজি কালি ঘোষণা কাৰ্যসূচী উন্নয়ন প্ৰকল্প জনসাধাৰণ অসম বাণী বাতৰি প্ৰতিবেদন চৰকাৰ ৰাজ্য জিলা সভা বিষয়া আজি কালি ঘোষণা কাৰ্যসূচী উন্নয়ন প্ৰকল্প জনসাধাৰণ অসম বাণী বাতৰি প্ৰতিবেদন চৰকাৰ ৰাজ্য জিলা সভা বিষয়া আজি কালি ঘোষণা কাৰ্যসূচী উন্নয়ন প্ৰকল্প জনসাধাৰণ অসম বাণী বাতৰি প্ৰতিবেদন চৰকাৰ ৰাজ্য জিলা সভা বিষয়া আজি কালি ঘোষণা কাৰ্যসূচী উন্নয়ন প্ৰকল্প জনসাধাৰণ অসম বাণী বাতৰি প্ৰতিবেদন চৰকাৰ ৰাজ্য জিলা সভা বিষয়া আজি কালি ঘোষণা কাৰ্যসূচী উন্নয়ন প্ৰকল্প জনসাধাৰণ অসম বাণী বাতৰি প্ৰতিবেদন চৰকাৰ ৰাজ্য জিলা সভা বিষয়া আজি কালি ঘোষণা কাৰ্যসূচী উন্নয়ন প্ৰকল্প জনসাধাৰণ অসম বাণী বাতৰি প্ৰতিবেদন চৰকাৰ ৰাজ্য জিলা সভা বিষয়া আজি কালি ঘোষণা কাৰ্যসূচী উন্নয়ন প্ৰকল্প জনসাধাৰণ অসম বাণী বাতৰি প্ৰতিবেদন চৰকাৰ ৰাজ্য জিলা সভা বিষয়া আজি কালি ঘোষণা কাৰ্যসূচী উন্নয়ন প্ৰকল্প জনসাধাৰণ অসম বাণী বাতৰি প্ৰতিবেদন চৰকাৰ ৰাজ্য জিলা সভা বিষয়া আজি কালি ঘোষণা কাৰ্যসূচী উন্নয়ন প্ৰকল্প জনসাধাৰণ অসম বাণী বাতৰি প্ৰতিবেদন চৰকাৰ ৰাজ্য জিলা সভা বিষয়া আজি কালি ঘোষণা কাৰ্যসূচী উন্নয়ন প্ৰকল্প জনসাধাৰণ অসম বাণী বাতৰি প্ৰতিবেদন চৰকাৰ ৰাজ্য জিলা সভা বিষয়া আজি কালি ঘোষণা কাৰ্যসূচী উন্নয়ন প্ৰকল্প জনসাধাৰণ অসম বাণী বাতৰি প্ৰতিবেদন চৰকাৰ ৰাজ্য জিলা সভা বিষয়া আজি কালি ঘোষণা কাৰ্যসূচী উন্নয়ন প্ৰকল্প জনসাধাৰণ অসম বাণী বাতৰি প্ৰতিবেদন চৰকাৰ ৰাজ্য জিলা সভা বিষয়া আজি কালি ঘোষণা কাৰ্যসূচী উন্নয়ন প্ৰকল্প জনসাধাৰণ অসম বাণী বাতৰি প্ৰতিবেদন চৰকাৰ ৰাজ্য জিলা সভা বিষয়া আজি কালি ঘোষণা কাৰ্যসূচী উন্নয়ন প্ৰকল্প জনসাধাৰণ অসম বাণী বাতৰি প্ৰতিবেদন চৰকাৰ ৰাজ্য জিলা সভা বিষয়া আজি কালি ঘোষণা কাৰ্যসূচী উন্নয়ন প্ৰকল্প জনসাধাৰণ অসম বাণী বাতৰি প্ৰতিবেদন চৰকাৰ ৰাজ্য জিলা সভা বিষয়া আজি কালি ঘোষণা কাৰ্যসূচী উন্নয়ন প্ৰকল্প জনসাধাৰণ অসম বাণী বাতৰি প্ৰতিবেদন চৰকাৰ ৰাজ্য জিলা সভা বিষয়া আজি কালি ঘোষণা কাৰ্যসূচী উন্নয়ন প্ৰকল্প জনসাধাৰণ (302, 1172, 454, 1340)
article-body: অসম বাণী বাতৰি প্ৰতিবেদন চৰকাৰ ৰাজ্য জিলা সভা বিষয়া আজি কালি ঘোষণা কাৰ্যসূচী উন্নয়ন প্ৰকল্প জনসাধাৰণ অসম বাণী বাতৰি প্ৰতিবেদন চৰকাৰ ৰাজ্য জিলা সভা বিষয়া আজি কালি ঘোষণা কাৰ্যসূচী উন্নয়ন প্ৰকল্প জনসাধাৰণ অসম বাণী বাতৰি প্ৰতিবেদন চৰকাৰ ৰাজ্য জিলা সভা বিষয়া আজি কালি ঘোষণা কাৰ্যসূচী উন্নয়ন প্ৰকল্প জনসাধাৰণ অসম বাণী বাতৰি প্ৰতিবেদন চৰকাৰ ৰাজ্য জিলা সভা বিষয়া আজি কালি ঘোষণা কাৰ্যসূচী উন্নয়ন প্ৰকল্প জনসাধাৰণ অসম বাণী বাতৰি প্ৰতিবেদন চৰকাৰ ৰাজ্য জিলা সভা বিষয়া আজি কালি ঘোষণা কাৰ্যসূচী উন্নয়ন প্ৰকল্প জনসাধাৰণ অসম বাণী বাতৰি প্ৰতিবেদন চৰকাৰ ৰাজ্য জিলা সভা বিষয়া আজি কালি ঘোষণা কাৰ্যসূচী উন্নয়ন প্ৰকল্প জনসাধাৰণ অসম বাণী বাতৰি প্ৰতিবেদন চৰকাৰ ৰাজ্য জিলা সভা বিষয়া আজি কালি ঘোষণা কাৰ্যসূচী উন্নয়ন প্ৰকল্প জনসাধাৰণ অসম বাণী বাতৰি প্ৰতিবেদন চৰকাৰ ৰাজ্য জিলা সভা বিষয়া আজি কালি ঘোষণা কাৰ্যসূচী উন্নয়ন প্ৰকল্প জনসাধাৰণ অসম বাণী বাতৰি প্ৰতিবেদন চৰকাৰ ৰাজ্য জিলা সভা বিষয়া আজি কালি ঘোষণা কাৰ্যসূচী উন্নয়ন প্ৰকল্প জনসাধাৰণ অসম বাণী বাতৰি প্ৰতিবেদন চৰকাৰ ৰাজ্য জিলা সভা বিষয়া আজি কালি ঘোষণা কাৰ্যসূচী উন্নয়ন প্ৰকল্প জনসাধাৰণ অসম বাণী বাতৰি প্ৰতিবেদন চৰকাৰ ৰাজ্য জিলা সভা বিষয়া আজি কালি ঘোষণা কাৰ্যসূচী উন্নয়ন প্ৰকল্প জনসাধাৰণ অসম বাণী বাতৰি প্ৰতিবেদন চৰকাৰ ৰাজ্য জিলা সভা বিষয়া আজি কালি ঘোষণা কাৰ্যসূচী উন্নয়ন প্ৰকল্প জনসাধাৰণ অসম বাণী বাতৰি প্ৰতিবেদন চৰকাৰ ৰাজ্য জিলা সভা বিষয়া আজি কালি ঘোষণা কাৰ্যসূচী উন্নয়ন প্ৰকল্প জনসাধাৰণ অসম বাণী বাতৰি প্ৰতিবেদন চৰকাৰ ৰাজ্য জিলা সভা বিষয়া আজি কালি ঘোষণা কাৰ্যসূচী উন্নয়ন প্ৰকল্প জনসাধাৰণ অসম বাণী বাতৰি প্ৰতিবেদন চৰকাৰ ৰাজ্য জিলা সভা বিষয়া আজি কালি ঘোষণা কাৰ্যসূচী উন্নয়ন প্ৰকল্প জনসাধাৰণ অসম বাণী বাতৰি প্ৰতিবেদন চৰকাৰ ৰাজ্য জিলা সভা বিষয়া আজি কালি ঘোষণা কাৰ্যসূচী উন্নয়ন প্ৰকল্প জনসাধাৰণ অসম বাণী বাতৰি প্ৰতিবেদন চৰকাৰ ৰাজ্য জিলা সভা বিষয়া আজি কালি ঘোষণা কাৰ্যসূচী উন্নয়ন প্ৰকল্প জনসাধাৰণ অসম বাণী বাতৰি প্ৰতিবেদন চৰকাৰ ৰাজ্য জিলা সভা বিষয়া আজি কালি ঘোষণা কাৰ্যসূচী উন্নয়ন প্ৰকল্প জনসাধাৰণ অসম বাণী বাতৰি প্ৰতিবেদন চৰকাৰ ৰাজ্য জিলা সভা বিষয়া আজি কালি ঘোষণা কাৰ্যসূচী উন্নয়ন প্ৰকল্প জনসাধাৰণ অসম বাণী বাতৰি প্ৰতিবেদন চৰকাৰ ৰাজ্য জিলা সভা বিষয়া আজি কালি ঘোষণা কাৰ্যসূচী উন্নয়ন প্ৰকল্প জনসাধাৰণ (151, 975, 299, 1086)
article-headline: শীঘ্ৰেই দেশৰ তৃতীয়টো ডিফেন্স (323, 28, 433, 38)
article-body: অসম বাণী বাতৰি প্ৰতিবেদন চৰকাৰ ৰাজ্য জিলা সভা বিষয়া আজি কালি ঘোষণা কাৰ্যসূচী উন্নয়ন প্ৰকল্প জনসাধাৰণ অসম বাণী বাতৰি প্ৰতিবেদন চৰকাৰ ৰাজ্য জিলা সভা বিষয়া আজি কালি ঘোষণা কাৰ্যসূচী উন্নয়ন প্ৰকল্প জনসাধাৰণ অসম বাণী বাতৰি প্ৰতিবেদন চৰকাৰ ৰাজ্য জিলা সভা বিষয়া আজি কালি ঘোষণা কাৰ্যসূচী উন্নয়ন প্ৰকল্প জনসাধাৰণ অসম বাণী বাতৰি প্ৰতিবেদন চৰকাৰ ৰাজ্য জিলা সভা বিষয়া আজি কালি ঘোষণা কাৰ্যসূচী উন্নয়ন প্ৰকল্প জনসাধাৰণ অসম বাণী বাতৰি প্ৰতিবেদন চৰকাৰ ৰাজ্য জিলা সভা বিষয়া আজি কালি ঘোষণা কাৰ্যসূচী উন্নয়ন প্ৰকল্প জনসাধাৰণ অসম বাণী বাতৰি প্ৰতিবেদন চৰকাৰ ৰাজ্য জিলা সভা বিষয়া আজি কালি ঘোষণা কাৰ্যসূচী উন্নয়ন প্ৰকল্প জনসাধাৰণ অসম বাণী বাতৰি প্ৰতিবেদন চৰকাৰ ৰাজ্য জিলা সভা বিষয়া আজি কালি ঘোষণা কাৰ্যসূচী উন্নয়ন প্ৰকল্প জনসাধাৰণ অসম বাণী বাতৰি প্ৰতিবেদন চৰকাৰ ৰাজ্য জিলা সভা বিষয়া আজি কালি ঘোষণা কাৰ্যসূচী উন্নয়ন প্ৰকল্প জনসাধাৰণ অসম বাণী বাতৰি প্ৰতিবেদন চৰকাৰ ৰাজ্য জিলা সভা বিষয়া আজি কালি ঘোষণা কাৰ্যসূচী উন্নয়ন প্ৰকল্প জনসাধাৰণ অসম বাণী বাতৰি প্ৰতিবেদন চৰকাৰ ৰাজ্য জিলা সভা বিষয়া আজি কালি ঘোষণা কাৰ্যসূচী উন্নয়ন প্ৰকল্প জনসাধাৰণ অসম বাণী বাতৰি প্ৰতিবেদন চৰকাৰ ৰাজ্য জিলা সভা বিষয়া আজি কালি ঘোষণা কাৰ্যসূচী উন্নয়ন প্ৰকল্প জনসাধাৰণ অসম বাণী বাতৰি প্ৰতিবেদন চৰকাৰ ৰাজ্য জিলা সভা বিষয়া আজি কালি ঘোষণা কাৰ্যসূচী উন্নয়ন প্ৰকল্প জনসাধাৰণ অসম বাণী বাতৰি প্ৰতিবেদন চৰকাৰ ৰাজ্য জিলা সভা বিষয়া আজি কালি ঘোষণা কাৰ্যসূচী উন্নয়ন প্ৰকল্প জনসাধাৰণ অসম বাণী বাতৰি প্ৰতিবেদন চৰকাৰ ৰাজ্য জিলা সভা বিষয়া আজি কালি ঘোষণা কাৰ্যসূচী উন্নয়ন প্ৰকল্প জনসাধাৰণ অসম বাণী বাতৰি প্ৰতিবেদন চৰকাৰ ৰাজ্য জিলা সভা বিষয়া আজি কালি ঘোষণা কাৰ্যসূচী উন্নয়ন প্ৰকল্প জনসাধাৰণ অসম বাণী বাতৰি প্ৰতিবেদন চৰকাৰ ৰাজ্য জিলা সভা বিষয়া আজি কালি ঘোষণা কাৰ্যসূচী উন্নয়ন প্ৰকল্প জনসাধাৰণ অসম বাণী বাতৰি প্ৰতিবেদন চৰকাৰ ৰাজ্য জিলা সভা বিষয়া আজি কালি ঘোষণা কাৰ্যসূচী উন্নয়ন প্ৰকল্প জনসাধাৰণ অসম বাণী বাতৰি প্ৰতিবেদন চৰকাৰ ৰাজ্য জিলা সভা বিষয়া আজি কালি ঘোষণা কাৰ্যসূচী উন্নয়ন প্ৰকল্প জনসাধাৰণ অসম বাণী বাতৰি প্ৰতিবেদন চৰকাৰ ৰাজ্য জিলা সভা বিষয়া আজি কালি ঘোষণা কাৰ্যসূচী উন্নয়ন প্ৰকল্প জনসাধাৰণ অসম বাণী বাতৰি প্ৰতিবেদন চৰকাৰ ৰাজ্য জিলা সভা বিষয়া আজি কালি ঘোষণা কাৰ্যসূচী উন্নয়ন প্ৰকল্প জনসাধাৰণ অসম বাণী বাতৰি প্ৰতিবেদন চৰকাৰ ৰাজ্য জিলা সভা বিষয়া আজি কালি ঘোষণা কাৰ্যসূচী উন্নয়ন প্ৰকল্প জনসাধাৰণ অসম বাণী বাতৰি প্ৰতিবেদন চৰকাৰ ৰাজ্য জিলা সভা বিষয়া আজি কালি ঘোষণা কাৰ্যসূচী উন্নয়ন প্ৰকল্প জনসাধাৰণ অসম বাণী বাতৰি প্ৰতিবেদন চৰকাৰ ৰাজ্য জিলা সভা বিষয়া আজি কালি ঘোষণা কাৰ্যসূচী উন্নয়ন প্ৰকল্প জনসাধাৰণ অসম বাণী বাতৰি প্ৰতিবেদন চৰকাৰ ৰাজ্য জিলা সভা বিষয়া আজি কালি ঘোষণা কাৰ্যসূচী উন্নয়ন প্ৰকল্প জনসাধাৰণ অসম বাণী বাতৰি প্ৰতিবেদন চৰকাৰ ৰাজ্য জিলা সভা বিষয়া আজি কালি ঘোষণা কাৰ্যসূচী উন্নয়ন প্ৰকল্প জনসাধাৰণ অসম বাণী বাতৰি প্ৰতিবেদন চৰকাৰ ৰাজ্য জিলা সভা বিষয়া আজি কালি ঘোষণা কাৰ্যসূচী উন্নয়ন প্ৰকল্প জনসাধাৰণ অসম বাণী বাতৰি প্ৰতিবেদন চৰকাৰ ৰাজ্য জিলা সভা বিষয়া আজি কালি ঘোষণা কাৰ্যসূচী উন্নয়ন প্ৰকল্প জনসাধাৰণ অসম বাণী বাতৰি প্ৰতিবেদন চৰকাৰ ৰাজ্য জিলা সভা বিষয়া আজি কালি ঘোষণা কাৰ্যসূচী উন্নয়ন প্ৰকল্প জনসাধাৰণ অসম বাণী বাতৰি প্ৰতিবেদন চৰকাৰ ৰাজ্য জিলা সভা বিষয়া আজি কালি ঘোষণা কাৰ্যসূচী উন্নয়ন প্ৰকল্প জনসাধাৰণ অসম বাণী বাতৰি প্ৰতিবেদন চৰকাৰ ৰাজ্য জিলা সভা বিষয়া আজি কালি ঘোষণা কাৰ্যসূচী উন্নয়ন প্ৰকল্প জনসাধাৰণ অসম বাণী বাতৰি প্ৰতিবেদন চৰকাৰ ৰাজ্য জিলা সভা বিষয়া আজি কালি ঘোষণা কাৰ্যসূচী উন্নয়ন প্ৰকল্প জনসাধাৰণ অসম বাণী বাতৰি প্ৰতিবেদন চৰকাৰ ৰাজ্য জিলা সভা বিষয়া আজি কালি ঘোষণা কাৰ্যসূচী উন্নয়ন প্ৰকল্প জনসাধাৰণ অসম বাণী বাতৰি প্ৰতিবেদন চৰকাৰ ৰাজ্য জিলা সভা বিষয়া আজি কালি ঘোষণা কাৰ্যসূচী উন্নয়ন প্ৰকল্প জনসাধাৰণ অসম বাণী বাতৰি প্ৰতিবেদন চৰকাৰ ৰাজ্য জিলা সভা বিষয়া আজি কালি ঘোষণা কাৰ্যসূচী উন্নয়ন প্ৰকল্প জনসাধাৰণ অসম বাণী বাতৰি প্ৰতিবেদন চৰকাৰ ৰাজ্য জিলা সভা বিষয়া আজি কালি ঘোষণা কাৰ্যসূচী উন্নয়ন প্ৰকল্প জনসাধাৰণ অসম বাণী বাতৰি প্ৰতিবেদন চৰকাৰ ৰাজ্য জিলা সভা বিষয়া আজি কালি ঘোষণা কাৰ্যসূচী উন্নয়ন প্ৰকল্প জনসাধাৰণ অসম বাণী বাতৰি প্ৰতিবেদন চৰকাৰ ৰাজ্য জিলা সভা বিষয়া আজি কালি ঘোষণা কাৰ্যসূচী উন্নয়ন প্ৰকল্প জনসাধাৰণ অসম বাণী বাতৰি প্ৰতিবেদন চৰকাৰ ৰাজ্য জিলা সভা বিষয়া আজি কালি ঘোষণা কাৰ্যসূচী উন্নয়ন প্ৰকল্প জনসাধাৰণ অসম বাণী বাতৰি প্ৰতিবেদন চৰকাৰ ৰাজ্য জিলা সভা বিষয়া আজি কালি ঘোষণা কাৰ্যসূচী উন্নয়ন প্ৰকল্প জনসাধাৰণ অসম বাণী বাতৰি প্ৰতিবেদন চৰকাৰ ৰাজ্য জিলা সভা বিষয়া আজি কালি ঘোষণা কাৰ্যসূচী উন্নয়ন প্ৰকল্প জনসাধাৰণ অসম বাণী বাতৰি প্ৰতিবেদন চৰকাৰ ৰাজ্য জিলা সভা বিষয়া আজি কালি ঘোষণা কাৰ্যসূচী উন্নয়ন প্ৰকল্প জনসাধাৰণ অসম বাণী বাতৰি প্ৰতিবেদন চৰকাৰ ৰাজ্য জিলা সভা বিষয়া আজি কালি ঘোষণা কাৰ্যসূচী উন্নয়ন প্ৰকল্প জনসাধাৰণ অসম বাণী বাতৰি প্ৰতিবেদন চৰকাৰ ৰাজ্য জিলা সভা বিষয়া আজি কালি ঘোষণা কাৰ্যসূচী উন্নয়ন প্ৰকল্প জনসাধাৰণ অসম বাণী বাতৰি প্ৰতিবেদন চৰকাৰ ৰাজ্য জিলা সভা বিষয়া আজি কালি ঘোষণা কাৰ্যসূচী উন্নয়ন প্ৰকল্প জনসাধাৰণ অসম বাণী বাতৰি প্ৰতিবেদন চৰকাৰ ৰাজ্য জিলা সভা বিষয়া আজি কালি ঘোষণা কাৰ্যসূচী উন্নয়ন প্ৰকল্প জনসাধাৰণ অসম বাণী বাতৰি প্ৰতিবেদন চৰকাৰ ৰাজ্য জিলা সভা বিষয়া আজি কালি ঘোষণা কাৰ্যসূচী উন্নয়ন প্ৰকল্প জনসাধাৰণ অসম বাণী বাতৰি প্ৰতিবেদন চৰকাৰ ৰাজ্য জিলা সভা বিষয়া আজি কালি ঘোষণা কাৰ্যসূচী উন্নয়ন প্ৰকল্প জনসাধাৰণ অসম বাণী বাতৰি প্ৰতিবেদন চৰকাৰ ৰাজ্য জিলা সভা বিষয়া আজি কালি ঘোষণা কাৰ্যসূচী উন্নয়ন প্ৰকল্প জনসাধাৰণ অসম বাণী বাতৰি প্ৰতিবেদন চৰকাৰ ৰাজ্য জিলা সভা বিষয়া আজি কালি ঘোষণা কাৰ্যসূচী উন্নয়ন প্ৰকল্প জনসাধাৰণ অসম বাণী বাতৰি প্ৰতিবেদন চৰকাৰ ৰাজ্য জিলা সভা বিষয়া আজি কালি ঘোষণা কাৰ্যসূচী উন্নয়ন প্ৰকল্প জনসাধাৰণ অসম বাণী বাতৰি প্ৰতিবেদন চৰকাৰ ৰাজ্য জিলা সভা বিষয়া আজি কালি ঘোষণা কাৰ্যসূচী উন্নয়ন প্ৰকল্প জনসাধাৰণ অসম বাণী বাতৰি প্ৰতিবেদন চৰকাৰ ৰাজ্য জিলা সভা বিষয়া আজি কালি ঘোষণা কাৰ্যসূচী উন্নয়ন প্ৰকল্প জনসাধাৰণ অসম বাণী বাতৰি প্ৰতিবেদন চৰকাৰ ৰাজ্য জিলা সভা বিষয়া আজি কালি ঘোষণা কাৰ্যসূচী উন্নয়ন প্ৰকল্প জনসাধাৰণ অসম বাণী বাতৰি প্ৰতিবেদন চৰকাৰ ৰাজ্য জিলা সভা বিষয়া আজি কালি ঘোষণা কাৰ্যসূচী উন্নয়ন প্ৰকল্প জনসাধাৰণ অসম বাণী বাতৰি প্ৰতিবেদন চৰকাৰ ৰাজ্য জিলা সভা বিষয়া আজি কালি ঘোষণা কাৰ্যসূচী উন্নয়ন প্ৰকল্প জনসাধাৰণ অসম বাণী বাতৰি প্ৰতিবেদন চৰকাৰ ৰাজ্য জিলা সভা বিষয়া আজি কালি ঘোষণা কাৰ্যসূচী উন্নয়ন প্ৰকল্প জনসাধাৰণ অসম বাণী বাতৰি প্ৰতিবেদন চৰকাৰ ৰাজ্য জিলা সভা বিষয়া আজি কালি ঘোষণা কাৰ্যসূচী উন্নয়ন প্ৰকল্প জনসাধাৰণ অসম বাণী বাতৰি প্ৰতিবেদন চৰকাৰ ৰাজ্য জিলা সভা বিষয়া আজি কালি ঘোষণা কাৰ্যসূচী উন্নয়ন প্ৰকল্প জনসাধাৰণ অসম বাণী বাতৰি প্ৰতিবেদন চৰকাৰ ৰাজ্য জিলা সভা বিষয়া আজি কালি ঘোষণা কাৰ্যসূচী উন্নয়ন প্ৰকল্প জনসাধাৰণ অসম বাণী বাতৰি প্ৰতিবেদন চৰকাৰ ৰাজ্য জিলা সভা বিষয়া আজি কালি ঘোষণা কাৰ্যসূচী উন্নয়ন প্ৰকল্প জনসাধাৰণ অসম বাণী বাতৰি প্ৰতিবেদন চৰকাৰ ৰাজ্য জিলা সভা বিষয়া আজি কালি ঘোষণা কাৰ্যসূচী উন্নয়ন প্ৰকল্প জনসাধাৰণ অসম বাণী বাতৰি প্ৰতিবেদন চৰকাৰ ৰাজ্য জিলা সভা বিষয়া আজি কালি ঘোষণা কাৰ্যসূচী উন্নয়ন প্ৰকল্প জনসাধাৰণ অসম বাণী বাতৰি প্ৰতিবেদন চৰকাৰ ৰাজ্য জিলা সভা বিষয়া আজি কালি ঘোষণা কাৰ্যসূচী উন্নয়ন প্ৰকল্প জনসাধাৰণ অসম বাণী বাতৰি প্ৰতিবেদন চৰকাৰ ৰাজ্য জিলা সভা বিষয়া আজি কালি ঘোষণা কাৰ্যসূচী উন্নয়ন প্ৰকল্প জনসাধাৰণ অসম বাণী বাতৰি প্ৰতিবেদন চৰকাৰ ৰাজ্য জিলা সভা বিষয়া আজি কালি ঘোষণা কাৰ্যসূচী উন্নয়ন প্ৰকল্প জনসাধাৰণ অসম বাণী বাতৰি প্ৰতিবেদন চৰকাৰ ৰাজ্য জিলা সভা বিষয়া আজি কালি ঘোষণা কাৰ্যসূচী উন্নয়ন প্ৰকল্প জনসাধাৰণ অসম বাণী বাতৰি প্ৰতিবেদন চৰকাৰ ৰাজ্য জিলা সভা বিষয়া আজি কালি ঘোষণা কাৰ্যসূচী উন্নয়ন প্ৰকল্প জনসাধাৰণ অসম বাণী বাতৰি প্ৰতিবেদন চৰকাৰ ৰাজ্য জিলা সভা বিষয়া আজি কালি ঘোষণা কাৰ্যসূচী উন্নয়ন প্ৰকল্প জনসাধাৰণ অসম বাণী বাতৰি প্ৰতিবেদন চৰকাৰ ৰাজ্য জিলা সভা বিষয়া আজি কালি ঘোষণা কাৰ্যসূচী উন্নয়ন প্ৰকল্প জনসাধাৰণ অসম বাণী বাতৰি প্ৰতিবেদন চৰকাৰ ৰাজ্য জিলা সভা বিষয়া আজি কালি ঘোষণা কাৰ্যসূচী উন্নয়ন প্ৰকল্প জনসাধাৰণ অসম বাণী বাতৰি প্ৰতিবেদন চৰকাৰ ৰাজ্য জিলা সভা বিষয়া আজি কালি ঘোষণা কাৰ্যসূচী উন্নয়ন প্ৰকল্প জনসাধাৰণ অসম বাণী বাতৰি প্ৰতিবেদন চৰকাৰ ৰাজ্য জিলা সভা বিষয়া আজি কালি ঘোষণা কাৰ্যসূচী উন্নয়ন প্ৰকল্প জনসাধাৰণ অসম বাণী বাতৰি প্ৰতিবেদন চৰকাৰ ৰাজ্য জিলা সভা বিষয়া আজি কালি ঘোষণা কাৰ্যসূচী উন্নয়ন প্ৰকল্প জনসাধাৰণ অসম বাণী বাতৰি প্ৰতিবেদন চৰকাৰ ৰাজ্য জিলা সভা বিষয়া আজি কালি ঘোষণা কাৰ্যসূচী উন্নয়ন প্ৰকল্প জনসাধাৰণ অসম বাণী বাতৰি প্ৰতিবেদন চৰকাৰ ৰাজ্য জিলা সভা বিষয়া আজি কালি ঘোষণা কাৰ্যসূচী উন্নয়ন প্ৰকল্প জনসাধাৰণ অসম বাণী বাতৰি প্ৰতিবেদন চৰকাৰ ৰাজ্য জিলা সভা বিষয়া আজি কালি ঘোষণা কাৰ্যসূচী উন্নয়ন প্ৰকল্প জনসাধাৰণ অসম বাণী বাতৰি প্ৰতিবেদন চৰকাৰ ৰাজ্য জিলা সভা বিষয়া আজি কালি ঘোষণা কাৰ্যসূচী উন্নয়ন প্ৰকল্প জনসাধাৰণ অসম বাণী বাতৰি প্ৰতিবেদন চৰকাৰ ৰাজ্য জিলা সভা বিষয়া আজি কালি ঘোষণা কাৰ্যসূচী উন্নয়ন প্ৰকল্প জনসাধাৰণ অসম বাণী বাতৰি প্ৰতিবেদন চৰকাৰ ৰাজ্য জিলা সভা বিষয়া আজি কালি ঘোষণা কাৰ্যসূচী উন্নয়ন প্ৰকল্প জনসাধাৰণ অসম বাণী বাতৰি প্ৰতিবেদন চৰকাৰ ৰাজ্য জিলা সভা বিষয়া আজি কালি ঘোষণা কাৰ্যসূচী উন্নয়ন প্ৰকল্প জনসাধাৰণ অসম বাণী বাতৰি প্ৰতিবেদন চৰকাৰ ৰাজ্য জিলা সভা বিষয়া আজি কালি ঘোষণা কাৰ্যসূচী উন্নয়ন প্ৰকল্প জনসাধাৰণ অসম বাণী বাতৰি প্ৰতিবেদন চৰকাৰ ৰাজ্য জিলা সভা বিষয়া আজি কালি ঘোষণা কাৰ্যসূচী উন্নয়ন প্ৰকল্প জনসাধাৰণ অসম বাণী বাতৰি প্ৰতিবেদন চৰকাৰ ৰাজ্য জিলা সভা বিষয়া আজি কালি ঘোষণা কাৰ্যসূচী উন্নয়ন প্ৰকল্প জনসাধাৰণ অসম বাণী বাতৰি প্ৰতিবেদন চৰকাৰ ৰাজ্য জিলা সভা বিষয়া আজি কালি ঘোষণা কাৰ্যসূচী উন্নয়ন প্ৰকল্প জনসাধাৰণ অসম বাণী বাতৰি প্ৰতিবেদন চৰকাৰ ৰাজ্য জিলা সভা বিষয়া আজি কালি ঘোষণা কাৰ্যসূচী উন্নয়ন প্ৰকল্প জনসাধাৰণ অসম বাণী বাতৰি প্ৰতিবেদন চৰকাৰ ৰাজ্য জিলা সভা বিষয়া আজি কালি ঘোষণা কাৰ্যসূচী উন্নয়ন প্ৰকল্প জনসাধাৰণ অসম বাণী বাতৰি প্ৰতিবেদন চৰকাৰ ৰাজ্য জিলা সভা বিষয়া আজি কালি ঘোষণা কাৰ্যসূচী উন্নয়ন প্ৰকল্প জনসাধাৰণ অসম বাণী বাতৰি প্ৰতিবেদন চৰকাৰ ৰাজ্য জিলা সভা বিষয়া আজি কালি ঘোষণা কাৰ্যসূচী উন্নয়ন প্ৰকল্প জনসাধাৰণ অসম বাণী বাতৰি প্ৰতিবেদন চৰকাৰ ৰাজ্য জিলা সভা বিষয়া আজি কালি ঘোষণা কাৰ্যসূচী উন্নয়ন প্ৰকল্প জনসাধাৰণ অসম বাণী বাতৰি প্ৰতিবেদন চৰকাৰ ৰাজ্য জিলা সভা বিষয়া আজি কালি ঘোষণা কাৰ্যসূচী উন্নয়ন প্ৰকল্প জনসাধাৰণ অসম বাণী বাতৰি প্ৰতিবেদন চৰকাৰ ৰাজ্য জিলা সভা বিষয়া আজি কালি ঘোষণা কাৰ্যসূচী উন্নয়ন প্ৰকল্প জনসাধাৰণ অসম বাণী বাতৰি প্ৰতিবেদন চৰকাৰ ৰাজ্য জিলা সভা বিষয়া আজি কালি ঘোষণা কাৰ্যসূচী উন্নয়ন প্ৰকল্প জনসাধাৰণ অসম বাণী বাতৰি প্ৰতিবেদন চৰকাৰ ৰাজ্য জিলা সভা বিষয়া আজি কালি ঘোষণা কাৰ্যসূচী উন্নয়ন প্ৰকল্প জনসাধাৰণ অসম বাণী বাতৰি প্ৰতিবেদন চৰকাৰ ৰাজ্য জিলা সভা বিষয়া আজি কালি ঘোষণা কাৰ্যসূচী উন্নয়ন প্ৰকল্প জনসাধাৰণ অসম বাণী বাতৰি প্ৰতিবেদন চৰকাৰ ৰাজ্য জিলা সভা বিষয়া আজি কালি ঘোষণা কাৰ্যসূচী উন্নয়ন প্ৰকল্প জনসাধাৰণ অসম বাণী বাতৰি প্ৰতিবেদন চৰকাৰ ৰাজ্য জিলা সভা বিষয়া আজি কালি ঘোষণা কাৰ্যসূচী উন্নয়ন প্ৰকল্প জনসাধাৰণ অসম বাণী বাতৰি প্ৰতিবেদন চৰকাৰ ৰাজ্য জিলা সভা বিষয়া আজি কালি ঘোষণা কাৰ্যসূচী উন্নয়ন প্ৰকল্প জনসাধাৰণ অসম বাণী বাতৰি প্ৰতিবেদন চৰকাৰ ৰাজ্য জিলা সভা বিষয়া আজি কালি ঘোষণা কাৰ্যসূচী উন্নয়ন প্ৰকল্প জনসাধাৰণ অসম বাণী বাতৰি প্ৰতিবেদন চৰকাৰ ৰাজ্য জিলা সভা বিষয়া আজি কালি ঘোষণা কাৰ্যসূচী উন্নয়ন প্ৰকল্প জনসাধাৰণ অসম বাণী বাতৰি প্ৰতিবেদন চৰকাৰ ৰাজ্য জিলা সভা বিষয়া আজি কালি ঘোষণা কাৰ্যসূচী উন্নয়ন প্ৰকল্প জনসাধাৰণ অসম বাণী বাতৰি প্ৰতিবেদন চৰকাৰ ৰাজ্য জিলা সভা বিষয়া আজি কালি ঘোষণা কাৰ্যসূচী উন্নয়ন প্ৰকল্প জনসাধাৰণ অসম বাণী বাতৰি প্ৰতিবেদন চৰকাৰ ৰাজ্য জিলা সভা বিষয়া আজি কালি ঘোষণা কাৰ্যসূচী উন্নয়ন প্ৰকল্প জনসাধাৰণ অসম বাণী বাতৰি প্ৰতিবেদন চৰকাৰ ৰাজ্য জিলা সভা বিষয়া আজি কালি ঘোষণা কাৰ্যসূচী উন্নয়ন প্ৰকল্প জনসাধাৰণ অসম বাণী বাতৰি প্ৰতিবেদন চৰকাৰ ৰাজ্য জিলা সভা বিষয়া আজি কালি ঘোষণা কাৰ্যসূচী উন্নয়ন প্ৰকল্প জনসাধাৰণ অসম বাণী বাতৰি প্ৰতিবেদন চৰকাৰ ৰাজ্য জিলা সভা বিষয়া আজি কালি ঘোষণা কাৰ্যসূচী উন্নয়ন প্ৰকল্প জনসাধাৰণ অসম বাণী বাতৰি প্ৰতিবেদন চৰকাৰ ৰাজ্য জিলা সভা বিষয়া আজি কালি ঘোষণা কাৰ্যসূচী উন্নয়ন প্ৰকল্প জনসাধাৰণ অসম বাণী বাতৰি প্ৰতিবেদন চৰকাৰ ৰাজ্য জিলা সভা বিষয়া আজি কালি ঘোষণা কাৰ্যসূচী উন্নয়ন প্ৰকল্প জনসাধাৰণ অসম বাণী বাতৰি প্ৰতিবেদন চৰকাৰ ৰাজ্য জিলা সভা বিষয়া আজি কালি ঘোষণা কাৰ্যসূচী উন্নয়ন প্ৰকল্প জনসাধাৰণ অসম বাণী বাতৰি প্ৰতিবেদন চৰকাৰ ৰাজ্য জিলা সভা বিষয়া আজি কালি ঘোষণা কাৰ্যসূচী উন্নয়ন প্ৰকল্প জনসাধাৰণ অসম বাণী বাতৰি প্ৰতিবেদন চৰকাৰ ৰাজ্য জিলা সভা বিষয়া আজি কালি ঘোষণা কাৰ্যসূচী উন্নয়ন প্ৰকল্প জনসাধাৰণ অসম বাণী বাতৰি প্ৰতিবেদন চৰকাৰ ৰাজ্য জিলা সভা বিষয়া আজি কালি ঘোষণা কাৰ্যসূচী উন্নয়ন প্ৰকল্প জনসাধাৰণ অসম বাণী বাতৰি প্ৰতিবেদন চৰকাৰ ৰাজ্য জিলা সভা বিষয়া আজি কালি ঘোষণা কাৰ্যসূচী উন্নয়ন প্ৰকল্প জনসাধাৰণ অসম বাণী বাতৰি প্ৰতিবেদন চৰকাৰ ৰাজ্য জিলা সভা বিষয়া আজি কালি ঘোষণা কাৰ্যসূচী উন্নয়ন প্ৰকল্প জনসাধাৰণ অসম বাণী বাতৰি প্ৰতিবেদন চৰকাৰ ৰাজ্য জিলা সভা বিষয়া আজি কালি ঘোষণা কাৰ্যসূচী উন্নয়ন প্ৰকল্প জনসাধাৰণ অসম বাণী বাতৰি প্ৰতিবেদন চৰকাৰ ৰাজ্য জিলা সভা বিষয়া আজি কালি ঘোষণা কাৰ্যসূচী উন্নয়ন প্ৰকল্প জনসাধাৰণ অসম বাণী বাতৰি প্ৰতিবেদন চৰকাৰ ৰাজ্য জিলা সভা বিষয়া আজি কালি ঘোষণা কাৰ্যসূচী উন্নয়ন প্ৰকল্প জনসাধাৰণ অসম বাণী বাতৰি প্ৰতিবেদন চৰকাৰ ৰাজ্য জিলা সভা বিষয়া আজি কালি ঘোষণা কাৰ্যসূচী উন্নয়ন প্ৰকল্প জনসাধাৰণ অসম বাণী বাতৰি প্ৰতিবেদন চৰকাৰ ৰাজ্য জিলা সভা বিষয়া আজি কালি ঘোষণা কাৰ্যসূচী উন্নয়ন প্ৰকল্প জনসাধাৰণ অসম বাণী বাতৰি প্ৰতিবেদন চৰকাৰ ৰাজ্য জিলা সভা বিষয়া আজি কালি ঘোষণা কাৰ্যসূচী উন্নয়ন প্ৰকল্প জনসাধাৰণ অসম বাণী বাতৰি প্ৰতিবেদন চৰকাৰ ৰাজ্য জিলা সভা বিষয়া আজি কালি ঘোষণা কাৰ্যসূচী উন্নয়ন প্ৰকল্প জনসাধাৰণ অসম বাণী বাতৰি প্ৰতিবেদন চৰকাৰ ৰাজ্য জিলা সভা বিষয়া আজি কালি ঘোষণা কাৰ্যসূচী উন্নয়ন প্ৰকল্প জনসাধাৰণ অসম বাণী বাতৰি প্ৰতিবেদন চৰকাৰ ৰাজ্য জিলা সভা বিষয়া আজি কালি ঘোষণা কাৰ্যসূচী উন্নয়ন প্ৰকল্প জনসাধাৰণ অসম বাণী বাতৰি প্ৰতিবেদন চৰকাৰ ৰাজ্য জিলা সভা বিষয়া আজি কালি ঘোষণা কাৰ্যসূচী উন্নয়ন প্ৰকল্প জনসাধাৰণ অসম বাণী বাতৰি প্ৰতিবেদন চৰকাৰ ৰাজ্য জিলা সভা বিষয়া আজি কালি ঘোষণা কাৰ্যসূচী উন্নয়ন প্ৰকল্প জনসাধাৰণ অসম বাণী বাতৰি প্ৰতিবেদন চৰকাৰ ৰাজ্য জিলা সভা বিষয়া আজি কালি ঘোষণা কাৰ্যসূচী উন্নয়ন প্ৰকল্প জনসাধাৰণ অসম বাণী বাতৰি প্ৰতিবেদন চৰকাৰ ৰাজ্য জিলা সভা বিষয়া আজি কালি ঘোষণা কাৰ্যসূচী উন্নয়ন প্ৰকল্প জনসাধাৰণ অসম বাণী বাতৰি প্ৰতিবেদন চৰকাৰ ৰাজ্য জিলা সভা বিষয়া আজি কালি ঘোষণা কাৰ্যসূচী উন্নয়ন প্ৰকল্প জনসাধাৰণ অসম বাণী বাতৰি প্ৰতিবেদন চৰকাৰ ৰাজ্য জিলা সভা বিষয়া আজি কালি ঘোষণা কাৰ্যসূচী উন্নয়ন প্ৰকল্প জনসাধাৰণ অসম বাণী বাতৰি প্ৰতিবেদন চৰকাৰ ৰাজ্য জিলা সভা বিষয়া আজি কালি ঘোষণা কাৰ্যসূচী উন্নয়ন প্ৰকল্প জনসাধাৰণ অসম বাণী বাতৰি প্ৰতিবেদন চৰকাৰ ৰাজ্য জিলা সভা বিষয়া আজি কালি ঘোষণা কাৰ্যসূচী উন্নয়ন প্ৰকল্প জনসাধাৰণ অসম বাণী বাতৰি প্ৰতিবেদন চৰকাৰ ৰাজ্য জিলা সভা বিষয়া আজি কালি ঘোষণা কাৰ্যসূচী উন্নয়ন প্ৰকল্প জনসাধাৰণ অসম বাণী বাতৰি প্ৰতিবেদন চৰকাৰ ৰাজ্য জিলা সভা বিষয়া আজি কালি ঘোষণা কাৰ্যসূচী উন্নয়ন প্ৰকল্প জনসাধাৰণ অসম বাণী বাতৰি প্ৰতিবেদন চৰকাৰ ৰাজ্য জিলা সভা বিষয়া আজি কালি ঘোষণা কাৰ্যসূচী উন্নয়ন প্ৰকল্প জনসাধাৰণ অসম বাণী বাতৰি প্ৰতিবেদন চৰকাৰ ৰাজ্য জিলা সভা বিষয়া আজি কালি ঘোষণা কাৰ্যসূচী উন্নয়ন প্ৰকল্প জনসাধাৰণ অসম বাণী বাতৰি প্ৰতিবেদন চৰকাৰ ৰাজ্য জিলা সভা বিষয়া আজি কালি ঘোষণা কাৰ্যসূচী উন্নয়ন প্ৰকল্প জনসাধাৰণ অসম বাণী বাতৰি প্ৰতিবেদন চৰকাৰ ৰাজ্য জিলা সভা বিষয়া আজি কালি ঘোষণা কাৰ্যসূচী উন্নয়ন প্ৰকল্প জনসাধাৰণ অসম বাণী বাতৰি প্ৰতিবেদন চৰকাৰ ৰাজ্য জিলা সভা বিষয়া আজি কালি ঘোষণা কাৰ্যসূচী উন্নয়ন প্ৰকল্প জনসাধাৰণ অসম বাণী বাতৰি প্ৰতিবেদন চৰকাৰ ৰাজ্য জিলা সভা বিষয়া আজি কালি ঘোষণা কাৰ্যসূচী উন্নয়ন প্ৰকল্প জনসাধাৰণ অসম বাণী বাতৰি প্ৰতিবেদন চৰকাৰ ৰাজ্য জিলা সভা বিষয়া আজি কালি ঘোষণা কাৰ্যসূচী উন্নয়ন প্ৰকল্প জনসাধাৰণ অসম বাণী বাতৰি প্ৰতিবেদন চৰকাৰ ৰাজ্য জিলা সভা বিষয়া আজি কালি ঘোষণা কাৰ্যসূচী উন্নয়ন প্ৰকল্প জনসাধাৰণ (302, 41, 454, 775)
article-headline: সম কন্যা লাজলীনা বৰগোহাঁইলৈ (17, 660, 134, 671)
article-body: অসম বাণী বাতৰি প্ৰতিবেদন চৰকাৰ ৰাজ্য জিলা সভা বিষয়া আজি কালি ঘোষণা কাৰ্যসূচী উন্নয়ন প্ৰকল্প জনসাধাৰণ অসম বাণী বাতৰি প্ৰতিবেদন চৰকাৰ ৰাজ্য জিলা সভা বিষয়া আজি কালি ঘোষণা কাৰ্যসূচী উন্নয়ন প্ৰকল্প জনসাধাৰণ অসম বাণী বাতৰি প্ৰতিবেদন চৰকাৰ ৰাজ্য জিলা সভা বিষয়া আজি কালি ঘোষণা কাৰ্যসূচী উন্নয়ন প্ৰকল্প জনসাধাৰণ অসম বাণী বাতৰি প্ৰতিবেদন চৰকাৰ ৰাজ্য জিলা সভা বিষয়া আজি কালি ঘোষণা কাৰ্যসূচী উন্নয়ন প্ৰকল্প জনসাধাৰণ অসম বাণী বাতৰি প্ৰতিবেদন চৰকাৰ ৰাজ্য জিলা সভা বিষয়া আজি কালি ঘোষণা কাৰ্যসূচী উন্নয়ন প্ৰকল্প জনসাধাৰণ অসম বাণী বাতৰি প্ৰতিবেদন চৰকাৰ ৰাজ্য জিলা সভা বিষয়া আজি কালি ঘোষণা কাৰ্যসূচী উন্নয়ন প্ৰকল্প জনসাধাৰণ অসম বাণী বাতৰি প্ৰতিবেদন চৰকাৰ ৰাজ্য জিলা সভা বিষয়া আজি কালি ঘোষণা কাৰ্যসূচী উন্নয়ন প্ৰকল্প জনসাধাৰণ অসম বাণী বাতৰি প্ৰতিবেদন চৰকাৰ ৰাজ্য জিলা সভা বিষয়া আজি কালি ঘোষণা কাৰ্যসূচী উন্নয়ন প্ৰকল্প জনসাধাৰণ অসম বাণী বাতৰি প্ৰতিবেদন চৰকাৰ ৰাজ্য জিলা সভা বিষয়া আজি কালি ঘোষণা কাৰ্যসূচী উন্নয়ন প্ৰকল্প জনসাধাৰণ অসম বাণী বাতৰি প্ৰতিবেদন চৰকাৰ ৰাজ্য জিলা সভা বিষয়া আজি কালি ঘোষণা কাৰ্যসূচী উন্নয়ন প্ৰকল্প জনসাধাৰণ অসম বাণী বাতৰি প্ৰতিবেদন চৰকাৰ ৰাজ্য জিলা সভা বিষয়া আজি কালি ঘোষণা কাৰ্যসূচী উন্নয়ন প্ৰকল্প জনসাধাৰণ অসম বাণী বাতৰি প্ৰতিবেদন চৰকাৰ ৰাজ্য জিলা সভা বিষয়া আজি কালি ঘোষণা কাৰ্যসূচী উন্নয়ন প্ৰকল্প জনসাধাৰণ অসম বাণী বাতৰি প্ৰতিবেদন চৰকাৰ ৰাজ্য জিলা সভা বিষয়া আজি কালি ঘোষণা কাৰ্যসূচী উন্নয়ন প্ৰকল্প জনসাধাৰণ অসম বাণী বাতৰি প্ৰতিবেদন চৰকাৰ ৰাজ্য জিলা সভা বিষয়া আজি কালি ঘোষণা কাৰ্যসূচী উন্নয়ন প্ৰকল্প জনসাধাৰণ অসম বাণী বাতৰি প্ৰতিবেদন চৰকাৰ ৰাজ্য জিলা সভা বিষয়া আজি কালি ঘোষণা কাৰ্যসূচী উন্নয়ন প্ৰকল্প জনসাধাৰণ অসম বাণী বাতৰি প্ৰতিবেদন চৰকাৰ ৰাজ্য জিলা সভা বিষয়া আজি কালি ঘোষণা কাৰ্যসূচী উন্নয়ন প্ৰকল্প জনসাধাৰণ (458, 856, 606, 942)
newspaper-logo (6, 2, 63, 19)
article-divider (4, 202, 147, 203)
article (458, 840, 606, 942)
article-divider (302, 1070, 454, 1071)
article-headline: দ্ৰুত অৰ্থনৈতিক বিকাশৰ পাঁচবছৰ (472, 349, 592, 360)
article (458, 28, 606, 343)
article (151, 768, 298, 957)
article-body: অসম বাণী বাতৰি প্ৰতিবেদন চৰকাৰ ৰাজ্য জিলা সভা বিষয়া আজি কালি ঘোষণা কাৰ্যসূচী উন্নয়ন প্ৰকল্প জনসাধাৰণ অসম বাণী বাতৰি প্ৰতিবেদন চৰকাৰ ৰাজ্য জিলা সভা বিষয়া আজি কালি ঘোষণা কাৰ্যসূচী উন্নয়ন প্ৰকল্প জনসাধাৰণ অসম বাণী বাতৰি প্ৰতিবেদন চৰকাৰ ৰাজ্য জিলা সভা বিষয়া আজি কালি ঘোষণা কাৰ্যসূচী উন্নয়ন প্ৰকল্প জনসাধাৰণ অসম বাণী বাতৰি প্ৰতিবেদন চৰকাৰ ৰাজ্য জিলা সভা বিষয়া আজি কালি ঘোষণা কাৰ্যসূচী উন্নয়ন প্ৰকল্প জনসাধাৰণ অসম বাণী বাতৰি প্ৰতিবেদন চৰকাৰ ৰাজ্য জিলা সভা বিষয়া আজি কালি ঘোষণা কাৰ্যসূচী উন্নয়ন প্ৰকল্প জনসাধাৰণ অসম বাণী বাতৰি প্ৰতিবেদন চৰকাৰ ৰাজ্য জিলা সভা বিষয়া আজি কালি ঘোষণা কাৰ্যসূচী উন্নয়ন প্ৰকল্প জনসাধাৰণ অসম বাণী বাতৰি প্ৰতিবেদন চৰকাৰ ৰাজ্য জিলা সভা বিষয়া আজি কালি ঘোষণা কাৰ্যসূচী উন্নয়ন প্ৰকল্প জনসাধাৰণ অসম বাণী বাতৰি প্ৰতিবেদন চৰকাৰ ৰাজ্য জিলা সভা বিষয়া আজি কালি ঘোষণা কাৰ্যসূচী উন্নয়ন প্ৰকল্প জনসাধাৰণ অসম বাণী বাতৰি প্ৰতিবেদন চৰকাৰ ৰাজ্য জিলা সভা বিষয়া আজি কালি ঘোষণা কাৰ্যসূচী উন্নয়ন প্ৰকল্প জনসাধাৰণ অসম বাণী বাতৰি প্ৰতিবেদন চৰকাৰ ৰাজ্য জিলা সভা বিষয়া আজি কালি ঘোষণা কাৰ্যসূচী উন্নয়ন প্ৰকল্প জনসাধাৰণ অসম বাণী বাতৰি প্ৰতিবেদন চৰকাৰ ৰাজ্য জিলা সভা বিষয়া আজি কালি ঘোষণা কাৰ্যসূচী উন্নয়ন প্ৰকল্প জনসাধাৰণ অসম বাণী বাতৰি প্ৰতিবেদন চৰকাৰ ৰাজ্য জিলা সভা বিষয়া আজি কালি ঘোষণা কাৰ্যসূচী উন্নয়ন প্ৰকল্প জনসাধাৰণ (302, 1086, 454, 1153)
article-headline: মৈৰাবাৰীৰ আৰ্থৰ কাহিনী (180, 962, 269, 973)
article (302, 1157, 454, 1341)
article-divider (302, 778, 454, 779)
article (458, 1094, 606, 1393)
page-banner (470, 4, 606, 19)
website-text: www.asombani.com www.epaper.asombani.com (74, 3, 143, 15)
column-rule (300, 26, 301, 856)
article-headline: বিশ্বৰ ঐতিহ্য ক্ষেত্ৰত সংযোজিত (18, 28, 133, 38)
article-body: অসম বাণী বাতৰি প্ৰতিবেদন চৰকাৰ ৰাজ্য জিলা সভা বিষয়া আজি কালি ঘোষণা কাৰ্যসূচী উন্নয়ন প্ৰকল্প জনসাধাৰণ অসম বাণী বাতৰি প্ৰতিবেদন চৰকাৰ ৰাজ্য জিলা সভা বিষয়া আজি কালি ঘোষণা কাৰ্যসূচী উন্নয়ন প্ৰকল্প জনসাধাৰণ অসম বাণী বাতৰি প্ৰতিবেদন চৰকাৰ ৰাজ্য জিলা সভা বিষয়া আজি কালি ঘোষণা কাৰ্যসূচী উন্নয়ন প্ৰকল্প জনসাধাৰণ অসম বাণী বাতৰি প্ৰতিবেদন চৰকাৰ ৰাজ্য জিলা সভা বিষয়া আজি কালি ঘোষণা কাৰ্যসূচী উন্নয়ন প্ৰকল্প জনসাধাৰণ অসম বাণী বাতৰি প্ৰতিবেদন চৰকাৰ ৰাজ্য জিলা সভা বিষয়া আজি কালি ঘোষণা কাৰ্যসূচী উন্নয়ন প্ৰকল্প জনসাধাৰণ অসম বাণী বাতৰি প্ৰতিবেদন চৰকাৰ ৰাজ্য জিলা সভা বিষয়া আজি কালি ঘোষণা কাৰ্যসূচী উন্নয়ন প্ৰকল্প জনসাধাৰণ অসম বাণী বাতৰি প্ৰতিবেদন চৰকাৰ ৰাজ্য জিলা সভা বিষয়া আজি কালি ঘোষণা কাৰ্যসূচী উন্নয়ন প্ৰকল্প জনসাধাৰণ অসম বাণী বাতৰি প্ৰতিবেদন চৰকাৰ ৰাজ্য জিলা সভা বিষয়া আজি কালি ঘোষণা কাৰ্যসূচী উন্নয়ন প্ৰকল্প জনসাধাৰণ অসম বাণী বাতৰি প্ৰতিবেদন চৰকাৰ ৰাজ্য জিলা সভা বিষয়া আজি কালি ঘোষণা কাৰ্যসূচী উন্নয়ন প্ৰকল্প জনসাধাৰণ অসম বাণী বাতৰি প্ৰতিবেদন চৰকাৰ ৰাজ্য জিলা সভা বিষয়া আজি কালি ঘোষণা কাৰ্যসূচী উন্নয়ন প্ৰকল্প জনসাধাৰণ অসম বাণী বাতৰি প্ৰতিবেদন চৰকাৰ ৰাজ্য জিলা সভা বিষয়া আজি কালি ঘোষণা কাৰ্যসূচী উন্নয়ন প্ৰকল্প জনসাধাৰণ অসম বাণী বাতৰি প্ৰতিবেদন চৰকাৰ ৰাজ্য জিলা সভা বিষয়া আজি কালি ঘোষণা কাৰ্যসূচী উন্নয়ন প্ৰকল্প জনসাধাৰণ অসম বাণী বাতৰি প্ৰতিবেদন চৰকাৰ ৰাজ্য জিলা সভা বিষয়া আজি কালি ঘোষণা কাৰ্যসূচী উন্নয়ন প্ৰকল্প জনসাধাৰণ অসম বাণী বাতৰি প্ৰতিবেদন চৰকাৰ ৰাজ্য জিলা সভা বিষয়া আজি কালি ঘোষণা কাৰ্যসূচী উন্নয়ন প্ৰকল্প জনসাধাৰণ অসম বাণী বাতৰি প্ৰতিবেদন চৰকাৰ ৰাজ্য জিলা সভা বিষয়া আজি কালি ঘোষণা কাৰ্যসূচী উন্নয়ন প্ৰকল্প জনসাধাৰণ অসম বাণী বাতৰি প্ৰতিবেদন চৰকাৰ ৰাজ্য জিলা সভা বিষয়া আজি কালি ঘোষণা কাৰ্যসূচী উন্নয়ন প্ৰকল্প জনসাধাৰণ অসম বাণী বাতৰি প্ৰতিবেদন চৰকাৰ ৰাজ্য জিলা সভা বিষয়া আজি কালি ঘোষণা কাৰ্যসূচী উন্নয়ন প্ৰকল্প জনসাধাৰণ অসম বাণী বাতৰি প্ৰতিবেদন চৰকাৰ ৰাজ্য জিলা সভা বিষয়া আজি কালি ঘোষণা কাৰ্যসূচী উন্নয়ন প্ৰকল্প জনসাধাৰণ অসম বাণী বাতৰি প্ৰতিবেদন চৰকাৰ ৰাজ্য জিলা সভা বিষয়া আজি কালি ঘোষণা কাৰ্যসূচী উন্নয়ন প্ৰকল্প জনসাধাৰণ অসম বাণী বাতৰি প্ৰতিবেদন চৰকাৰ ৰাজ্য জিলা সভা বিষয়া আজি কালি ঘোষণা কাৰ্যসূচী উন্নয়ন প্ৰকল্প জনসাধাৰণ অসম বাণী বাতৰি প্ৰতিবেদন চৰকাৰ ৰাজ্য জিলা সভা বিষয়া আজি কালি ঘোষণা কাৰ্যসূচী উন্নয়ন প্ৰকল্প জনসাধাৰণ অসম বাণী বাতৰি প্ৰতিবেদন চৰকাৰ ৰাজ্য জিলা সভা বিষয়া আজি কালি ঘোষণা কাৰ্যসূচী উন্নয়ন প্ৰকল্প জনসাধাৰণ অসম বাণী বাতৰি প্ৰতিবেদন চৰকাৰ ৰাজ্য জিলা সভা বিষয়া আজি কালি ঘোষণা কাৰ্যসূচী উন্নয়ন প্ৰকল্প জনসাধাৰণ অসম বাণী বাতৰি প্ৰতিবেদন চৰকাৰ ৰাজ্য জিলা সভা বিষয়া আজি কালি ঘোষণা কাৰ্যসূচী উন্নয়ন প্ৰকল্প জনসাধাৰণ অসম বাণী বাতৰি প্ৰতিবেদন চৰকাৰ ৰাজ্য জিলা সভা বিষয়া আজি কালি ঘোষণা কাৰ্যসূচী উন্নয়ন প্ৰকল্প জনসাধাৰণ অসম বাণী বাতৰি প্ৰতিবেদন চৰকাৰ ৰাজ্য জিলা সভা বিষয়া আজি কালি ঘোষণা কাৰ্যসূচী উন্নয়ন প্ৰকল্প জনসাধাৰণ অসম বাণী বাতৰি প্ৰতিবেদন চৰকাৰ ৰাজ্য জিলা সভা বিষয়া আজি কালি ঘোষণা কাৰ্যসূচী উন্নয়ন প্ৰকল্প জনসাধাৰণ অসম বাণী বাতৰি প্ৰতিবেদন চৰকাৰ ৰাজ্য জিলা সভা বিষয়া আজি কালি ঘোষণা কাৰ্যসূচী উন্নয়ন প্ৰকল্প জনসাধাৰণ অসম বাণী বাতৰি প্ৰতিবেদন চৰকাৰ ৰাজ্য জিলা সভা বিষয়া আজি কালি ঘোষণা কাৰ্যসূচী উন্নয়ন প্ৰকল্প জনসাধাৰণ অসম বাণী বাতৰি প্ৰতিবেদন চৰকাৰ ৰাজ্য জিলা সভা বিষয়া আজি কালি ঘোষণা কাৰ্যসূচী উন্নয়ন প্ৰকল্প জনসাধাৰণ অসম বাণী বাতৰি প্ৰতিবেদন চৰকাৰ ৰাজ্য জিলা সভা বিষয়া আজি কালি ঘোষণা কাৰ্যসূচী উন্নয়ন প্ৰকল্প জনসাধাৰণ অসম বাণী বাতৰি প্ৰতিবেদন চৰকাৰ ৰাজ্য জিলা সভা বিষয়া আজি কালি ঘোষণা কাৰ্যসূচী উন্নয়ন প্ৰকল্প জনসাধাৰণ অসম বাণী বাতৰি প্ৰতিবেদন চৰকাৰ ৰাজ্য জিলা সভা বিষয়া আজি কালি ঘোষণা কাৰ্যসূচী উন্নয়ন প্ৰকল্প জনসাধাৰণ অসম বাণী বাতৰি প্ৰতিবেদন চৰকাৰ ৰাজ্য জিলা সভা বিষয়া আজি কালি ঘোষণা কাৰ্যসূচী উন্নয়ন প্ৰকল্প জনসাধাৰণ অসম বাণী বাতৰি প্ৰতিবেদন চৰকাৰ ৰাজ্য জিলা সভা বিষয়া আজি কালি ঘোষণা কাৰ্যসূচী উন্নয়ন প্ৰকল্প জনসাধাৰণ অসম বাণী বাতৰি প্ৰতিবেদন চৰকাৰ ৰাজ্য জিলা সভা বিষয়া আজি কালি ঘোষণা কাৰ্যসূচী উন্নয়ন প্ৰকল্প জনসাধাৰণ অসম বাণী বাতৰি প্ৰতিবেদন চৰকাৰ ৰাজ্য জিলা সভা বিষয়া আজি কালি ঘোষণা কাৰ্যসূচী উন্নয়ন প্ৰকল্প জনসাধাৰণ অসম বাণী বাতৰি প্ৰতিবেদন চৰকাৰ ৰাজ্য জিলা সভা বিষয়া আজি কালি ঘোষণা কাৰ্যসূচী উন্নয়ন প্ৰকল্প জনসাধাৰণ অসম বাণী বাতৰি প্ৰতিবেদন চৰকাৰ ৰাজ্য জিলা সভা বিষয়া আজি কালি ঘোষণা কাৰ্যসূচী উন্নয়ন প্ৰকল্প জনসাধাৰণ অসম বাণী বাতৰি প্ৰতিবেদন চৰকাৰ ৰাজ্য জিলা সভা বিষয়া আজি কালি ঘোষণা কাৰ্যসূচী উন্নয়ন প্ৰকল্প জনসাধাৰণ অসম বাণী বাতৰি প্ৰতিবেদন চৰকাৰ ৰাজ্য জিলা সভা বিষয়া আজি কালি ঘোষণা কাৰ্যসূচী উন্নয়ন প্ৰকল্প জনসাধাৰণ অসম বাণী বাতৰি প্ৰতিবেদন চৰকাৰ ৰাজ্য জিলা সভা বিষয়া আজি কালি ঘোষণা কাৰ্যসূচী উন্নয়ন প্ৰকল্প জনসাধাৰণ অসম বাণী বাতৰি প্ৰতিবেদন চৰকাৰ ৰাজ্য জিলা সভা বিষয়া আজি কালি ঘোষণা কাৰ্যসূচী উন্নয়ন প্ৰকল্প জনসাধাৰণ অসম বাণী বাতৰি প্ৰতিবেদন চৰকাৰ ৰাজ্য জিলা সভা বিষয়া আজি কালি ঘোষণা কাৰ্যসূচী উন্নয়ন প্ৰকল্প জনসাধাৰণ অসম বাণী বাতৰি প্ৰতিবেদন চৰকাৰ ৰাজ্য জিলা সভা বিষয়া আজি কালি ঘোষণা কাৰ্যসূচী উন্নয়ন প্ৰকল্প জনসাধাৰণ অসম বাণী বাতৰি প্ৰতিবেদন চৰকাৰ ৰাজ্য জিলা সভা বিষয়া আজি কালি ঘোষণা কাৰ্যসূচী উন্নয়ন প্ৰকল্প জনসাধাৰণ অসম বাণী বাতৰি প্ৰতিবেদন চৰকাৰ ৰাজ্য জিলা সভা বিষয়া আজি কালি ঘোষণা কাৰ্যসূচী উন্নয়ন প্ৰকল্প জনসাধাৰণ অসম বাণী বাতৰি প্ৰতিবেদন চৰকাৰ ৰাজ্য জিলা সভা বিষয়া আজি কালি ঘোষণা কাৰ্যসূচী উন্নয়ন প্ৰকল্প জনসাধাৰণ অসম বাণী বাতৰি প্ৰতিবেদন চৰকাৰ ৰাজ্য জিলা সভা বিষয়া আজি কালি ঘোষণা কাৰ্যসূচী উন্নয়ন প্ৰকল্প জনসাধাৰণ অসম বাণী বাতৰি প্ৰতিবেদন চৰকাৰ ৰাজ্য জিলা সভা বিষয়া আজি কালি ঘোষণা কাৰ্যসূচী উন্নয়ন প্ৰকল্প জনসাধাৰণ অসম বাণী বাতৰি প্ৰতিবেদন চৰকাৰ ৰাজ্য জিলা সভা বিষয়া আজি কালি ঘোষণা কাৰ্যসূচী উন্নয়ন প্ৰকল্প জনসাধাৰণ অসম বাণী বাতৰি প্ৰতিবেদন চৰকাৰ ৰাজ্য জিলা সভা বিষয়া আজি কালি ঘোষণা কাৰ্যসূচী উন্নয়ন প্ৰকল্প জনসাধাৰণ অসম বাণী বাতৰি প্ৰতিবেদন চৰকাৰ ৰাজ্য জিলা সভা বিষয়া আজি কালি ঘোষণা কাৰ্যসূচী উন্নয়ন প্ৰকল্প জনসাধাৰণ অসম বাণী বাতৰি প্ৰতিবেদন চৰকাৰ ৰাজ্য জিলা সভা বিষয়া আজি কালি ঘোষণা কাৰ্যসূচী উন্নয়ন প্ৰকল্প জনসাধাৰণ অসম বাণী বাতৰি প্ৰতিবেদন চৰকাৰ ৰাজ্য জিলা সভা বিষয়া আজি কালি ঘোষণা কাৰ্যসূচী উন্নয়ন প্ৰকল্প জনসাধাৰণ অসম বাণী বাতৰি প্ৰতিবেদন চৰকাৰ ৰাজ্য জিলা সভা বিষয়া আজি কালি ঘোষণা কাৰ্যসূচী উন্নয়ন প্ৰকল্প জনসাধাৰণ অসম বাণী বাতৰি প্ৰতিবেদন চৰকাৰ ৰাজ্য জিলা সভা বিষয়া আজি কালি ঘোষণা কাৰ্যসূচী উন্নয়ন প্ৰকল্প জনসাধাৰণ অসম বাণী বাতৰি প্ৰতিবেদন চৰকাৰ ৰাজ্য জিলা সভা বিষয়া আজি কালি ঘোষণা কাৰ্যসূচী উন্নয়ন প্ৰকল্প জনসাধাৰণ অসম বাণী বাতৰি প্ৰতিবেদন চৰকাৰ ৰাজ্য জিলা সভা বিষয়া আজি কালি ঘোষণা কাৰ্যসূচী উন্নয়ন প্ৰকল্প জনসাধাৰণ অসম বাণী বাতৰি প্ৰতিবেদন চৰকাৰ ৰাজ্য জিলা সভা বিষয়া আজি কালি ঘোষণা কাৰ্যসূচী উন্নয়ন প্ৰকল্প জনসাধাৰণ অসম বাণী বাতৰি প্ৰতিবেদন চৰকাৰ ৰাজ্য জিলা সভা বিষয়া আজি কালি ঘোষণা কাৰ্যসূচী উন্নয়ন প্ৰকল্প জনসাধাৰণ অসম বাণী বাতৰি প্ৰতিবেদন চৰকাৰ ৰাজ্য জিলা সভা বিষয়া আজি কালি ঘোষণা কাৰ্যসূচী উন্নয়ন প্ৰকল্প জনসাধাৰণ অসম বাণী বাতৰি প্ৰতিবেদন চৰকাৰ ৰাজ্য জিলা সভা বিষয়া আজি কালি ঘোষণা কাৰ্যসূচী উন্নয়ন প্ৰকল্প জনসাধাৰণ অসম বাণী বাতৰি প্ৰতিবেদন চৰকাৰ ৰাজ্য জিলা সভা বিষয়া আজি কালি ঘোষণা কাৰ্যসূচী উন্নয়ন প্ৰকল্প জনসাধাৰণ অসম বাণী বাতৰি প্ৰতিবেদন চৰকাৰ ৰাজ্য জিলা সভা বিষয়া আজি কালি ঘোষণা কাৰ্যসূচী উন্নয়ন প্ৰকল্প জনসাধাৰণ অসম বাণী বাতৰি প্ৰতিবেদন চৰকাৰ ৰাজ্য জিলা সভা বিষয়া আজি কালি ঘোষণা কাৰ্যসূচী উন্নয়ন প্ৰকল্প জনসাধাৰণ অসম বাণী বাতৰি প্ৰতিবেদন চৰকাৰ ৰাজ্য জিলা সভা বিষয়া আজি কালি ঘোষণা কাৰ্যসূচী উন্নয়ন প্ৰকল্প জনসাধাৰণ অসম বাণী বাতৰি প্ৰতিবেদন চৰকাৰ ৰাজ্য জিলা সভা বিষয়া আজি কালি ঘোষণা কাৰ্যসূচী উন্নয়ন প্ৰকল্প জনসাধাৰণ অসম বাণী বাতৰি প্ৰতিবেদন চৰকাৰ ৰাজ্য জিলা সভা বিষয়া আজি কালি ঘোষণা কাৰ্যসূচী উন্নয়ন প্ৰকল্প জনসাধাৰণ অসম বাণী বাতৰি প্ৰতিবেদন চৰকাৰ ৰাজ্য জিলা সভা বিষয়া আজি কালি ঘোষণা কাৰ্যসূচী উন্নয়ন প্ৰকল্প জনসাধাৰণ অসম বাণী বাতৰি প্ৰতিবেদন চৰকাৰ ৰাজ্য জিলা সভা বিষয়া আজি কালি ঘোষণা কাৰ্যসূচী উন্নয়ন প্ৰকল্প জনসাধাৰণ অসম বাণী বাতৰি প্ৰতিবেদন চৰকাৰ ৰাজ্য জিলা সভা বিষয়া আজি কালি ঘোষণা কাৰ্যসূচী উন্নয়ন প্ৰকল্প জনসাধাৰণ অসম বাণী বাতৰি প্ৰতিবেদন চৰকাৰ ৰাজ্য জিলা সভা বিষয়া আজি কালি ঘোষণা কাৰ্যসূচী উন্নয়ন প্ৰকল্প জনসাধাৰণ অসম বাণী বাতৰি প্ৰতিবেদন চৰকাৰ ৰাজ্য জিলা সভা বিষয়া আজি কালি ঘোষণা কাৰ্যসূচী উন্নয়ন প্ৰকল্প জনসাধাৰণ অসম বাণী বাতৰি প্ৰতিবেদন চৰকাৰ ৰাজ্য জিলা সভা বিষয়া আজি কালি ঘোষণা কাৰ্যসূচী উন্নয়ন প্ৰকল্প জনসাধাৰণ অসম বাণী বাতৰি প্ৰতিবেদন চৰকাৰ ৰাজ্য জিলা সভা বিষয়া আজি কালি ঘোষণা কাৰ্যসূচী উন্নয়ন প্ৰকল্প জনসাধাৰণ (151, 41, 299, 453)
article-divider (4, 657, 147, 658)
article (4, 288, 147, 453)
article-divider (458, 945, 606, 946)
column-1 (4, 26, 147, 856)
logo-text-right: বাণী (34, 0, 63, 21)
article (151, 648, 298, 765)
page-number: ৬ (592, 5, 600, 18)
article-headline: নতুন দিল্লীত প্ৰধানমন্ত্ৰীৰ সুৰক্ষা (169, 770, 280, 781)
article-headline: সাংসদ গৌৰৱ গগৈৰ উপস্থিতি (171, 459, 278, 470)
logo-text-left: অসম (6, 2, 34, 17)
article-body: অসম বাণী বাতৰি প্ৰতিবেদন চৰকাৰ ৰাজ্য জিলা সভা বিষয়া আজি কালি ঘোষণা কাৰ্যসূচী উন্নয়ন প্ৰকল্প জনসাধাৰণ অসম বাণী বাতৰি প্ৰতিবেদন চৰকাৰ ৰাজ্য জিলা সভা বিষয়া আজি কালি ঘোষণা কাৰ্যসূচী উন্নয়ন প্ৰকল্প জনসাধাৰণ অসম বাণী বাতৰি প্ৰতিবেদন চৰকাৰ ৰাজ্য জিলা সভা বিষয়া আজি কালি ঘোষণা কাৰ্যসূচী উন্নয়ন প্ৰকল্প জনসাধাৰণ অসম বাণী বাতৰি প্ৰতিবেদন চৰকাৰ ৰাজ্য জিলা সভা বিষয়া আজি কালি ঘোষণা কাৰ্যসূচী উন্নয়ন প্ৰকল্প জনসাধাৰণ অসম বাণী বাতৰি প্ৰতিবেদন চৰকাৰ ৰাজ্য জিলা সভা বিষয়া আজি কালি ঘোষণা কাৰ্যসূচী উন্নয়ন প্ৰকল্প জনসাধাৰণ অসম বাণী বাতৰি প্ৰতিবেদন চৰকাৰ ৰাজ্য জিলা সভা বিষয়া আজি কালি ঘোষণা কাৰ্যসূচী উন্নয়ন প্ৰকল্প জনসাধাৰণ অসম বাণী বাতৰি প্ৰতিবেদন চৰকাৰ ৰাজ্য জিলা সভা বিষয়া আজি কালি ঘোষণা কাৰ্যসূচী উন্নয়ন প্ৰকল্প জনসাধাৰণ অসম বাণী বাতৰি প্ৰতিবেদন চৰকাৰ ৰাজ্য জিলা সভা বিষয়া আজি কালি ঘোষণা কাৰ্যসূচী উন্নয়ন প্ৰকল্প জনসাধাৰণ অসম বাণী বাতৰি প্ৰতিবেদন চৰকাৰ ৰাজ্য জিলা সভা বিষয়া আজি কালি ঘোষণা কাৰ্যসূচী উন্নয়ন প্ৰকল্প জনসাধাৰণ অসম বাণী বাতৰি প্ৰতিবেদন চৰকাৰ ৰাজ্য জিলা সভা বিষয়া আজি কালি ঘোষণা কাৰ্যসূচী উন্নয়ন প্ৰকল্প জনসাধাৰণ অসম বাণী বাতৰি প্ৰতিবেদন চৰকাৰ ৰাজ্য জিলা সভা বিষয়া আজি কালি ঘোষণা কাৰ্যসূচী উন্নয়ন প্ৰকল্প জনসাধাৰণ অসম বাণী বাতৰি প্ৰতিবেদন চৰকাৰ ৰাজ্য জিলা সভা বিষয়া আজি কালি ঘোষণা কাৰ্যসূচী উন্নয়ন প্ৰকল্প জনসাধাৰণ অসম বাণী বাতৰি প্ৰতিবেদন চৰকাৰ ৰাজ্য জিলা সভা বিষয়া আজি কালি ঘোষণা কাৰ্যসূচী উন্নয়ন প্ৰকল্প জনসাধাৰণ অসম বাণী বাতৰি প্ৰতিবেদন চৰকাৰ ৰাজ্য জিলা সভা বিষয়া আজি কালি ঘোষণা কাৰ্যসূচী উন্নয়ন প্ৰকল্প জনসাধাৰণ অসম বাণী বাতৰি প্ৰতিবেদন চৰকাৰ ৰাজ্য জিলা সভা বিষয়া আজি কালি ঘোষণা কাৰ্যসূচী উন্নয়ন প্ৰকল্প জনসাধাৰণ অসম বাণী বাতৰি প্ৰতিবেদন চৰকাৰ ৰাজ্য জিলা সভা বিষয়া আজি কালি ঘোষণা কাৰ্যসূচী উন্নয়ন প্ৰকল্প জনসাধাৰণ অসম বাণী বাতৰি প্ৰতিবেদন চৰকাৰ ৰাজ্য জিলা সভা বিষয়া আজি কালি ঘোষণা কাৰ্যসূচী উন্নয়ন প্ৰকল্প জনসাধাৰণ অসম বাণী বাতৰি প্ৰতিবেদন চৰকাৰ ৰাজ্য জিলা সভা বিষয়া আজি কালি ঘোষণা কাৰ্যসূচী উন্নয়ন প্ৰকল্প জনসাধাৰণ অসম বাণী বাতৰি প্ৰতিবেদন চৰকাৰ ৰাজ্য জিলা সভা বিষয়া আজি কালি ঘোষণা কাৰ্যসূচী উন্নয়ন প্ৰকল্প জনসাধাৰণ অসম বাণী বাতৰি প্ৰতিবেদন চৰকাৰ ৰাজ্য জিলা সভা বিষয়া আজি কালি ঘোষণা কাৰ্যসূচী উন্নয়ন প্ৰকল্প জনসাধাৰণ অসম বাণী বাতৰি প্ৰতিবেদন চৰকাৰ ৰাজ্য জিলা সভা বিষয়া আজি কালি ঘোষণা কাৰ্যসূচী উন্নয়ন প্ৰকল্প জনসাধাৰণ অসম বাণী বাতৰি প্ৰতিবেদন চৰকাৰ ৰাজ্য জিলা সভা বিষয়া আজি কালি ঘোষণা কাৰ্যসূচী উন্নয়ন প্ৰকল্প জনসাধাৰণ অসম বাণী বাতৰি প্ৰতিবেদন চৰকাৰ ৰাজ্য জিলা সভা বিষয়া আজি কালি ঘোষণা কাৰ্যসূচী উন্নয়ন প্ৰকল্প জনসাধাৰণ অসম বাণী বাতৰি প্ৰতিবেদন চৰকাৰ ৰাজ্য জিলা সভা বিষয়া আজি কালি ঘোষণা কাৰ্যসূচী উন্নয়ন প্ৰকল্প জনসাধাৰণ অসম বাণী বাতৰি প্ৰতিবেদন চৰকাৰ ৰাজ্য জিলা সভা বিষয়া আজি কালি ঘোষণা কাৰ্যসূচী উন্নয়ন প্ৰকল্প জনসাধাৰণ অসম বাণী বাতৰি প্ৰতিবেদন চৰকাৰ ৰাজ্য জিলা সভা বিষয়া আজি কালি ঘোষণা কাৰ্যসূচী উন্নয়ন প্ৰকল্প জনসাধাৰণ অসম বাণী বাতৰি প্ৰতিবেদন চৰকাৰ ৰাজ্য জিলা সভা বিষয়া আজি কালি ঘোষণা কাৰ্যসূচী উন্নয়ন প্ৰকল্প জনসাধাৰণ অসম বাণী বাতৰি প্ৰতিবেদন চৰকাৰ ৰাজ্য জিলা সভা বিষয়া আজি কালি ঘোষণা কাৰ্যসূচী উন্নয়ন প্ৰকল্প জনসাধাৰণ অসম বাণী বাতৰি প্ৰতিবেদন চৰকাৰ ৰাজ্য জিলা সভা বিষয়া আজি কালি ঘোষণা কাৰ্যসূচী উন্নয়ন প্ৰকল্প জনসাধাৰণ অসম বাণী বাতৰি প্ৰতিবেদন চৰকাৰ ৰাজ্য জিলা সভা বিষয়া আজি কালি ঘোষণা কাৰ্যসূচী উন্নয়ন প্ৰকল্প জনসাধাৰণ অসম বাণী বাতৰি প্ৰতিবেদন চৰকাৰ ৰাজ্য জিলা সভা বিষয়া আজি কালি ঘোষণা কাৰ্যসূচী উন্নয়ন প্ৰকল্প জনসাধাৰণ অসম বাণী বাতৰি প্ৰতিবেদন চৰকাৰ ৰাজ্য জিলা সভা বিষয়া আজি কালি ঘোষণা কাৰ্যসূচী উন্নয়ন প্ৰকল্প জনসাধাৰণ অসম বাণী বাতৰি প্ৰতিবেদন চৰকাৰ ৰাজ্য জিলা সভা বিষয়া আজি কালি ঘোষণা কাৰ্যসূচী উন্নয়ন প্ৰকল্প জনসাধাৰণ অসম বাণী বাতৰি প্ৰতিবেদন চৰকাৰ ৰাজ্য জিলা সভা বিষয়া আজি কালি ঘোষণা কাৰ্যসূচী উন্নয়ন প্ৰকল্প জনসাধাৰণ অসম বাণী বাতৰি প্ৰতিবেদন চৰকাৰ ৰাজ্য জিলা সভা বিষয়া আজি কালি ঘোষণা কাৰ্যসূচী উন্নয়ন প্ৰকল্প জনসাধাৰণ অসম বাণী বাতৰি প্ৰতিবেদন চৰকাৰ ৰাজ্য জিলা সভা বিষয়া আজি কালি ঘোষণা কাৰ্যসূচী উন্নয়ন প্ৰকল্প জনসাধাৰণ অসম বাণী বাতৰি প্ৰতিবেদন চৰকাৰ ৰাজ্য জিলা সভা বিষয়া আজি কালি ঘোষণা কাৰ্যসূচী উন্নয়ন প্ৰকল্প জনসাধাৰণ অসম বাণী বাতৰি প্ৰতিবেদন চৰকাৰ ৰাজ্য জিলা সভা বিষয়া আজি কালি ঘোষণা কাৰ্যসূচী উন্নয়ন প্ৰকল্প জনসাধাৰণ অসম বাণী বাতৰি প্ৰতিবেদন চৰকাৰ ৰাজ্য জিলা সভা বিষয়া আজি কালি ঘোষণা কাৰ্যসূচী উন্নয়ন প্ৰকল্প জনসাধাৰণ অসম বাণী বাতৰি প্ৰতিবেদন চৰকাৰ ৰাজ্য জিলা সভা বিষয়া আজি কালি ঘোষণা কাৰ্যসূচী উন্নয়ন প্ৰকল্প জনসাধাৰণ অসম বাণী বাতৰি প্ৰতিবেদন চৰকাৰ ৰাজ্য জিলা সভা বিষয়া আজি কালি ঘোষণা কাৰ্যসূচী উন্নয়ন প্ৰকল্প জনসাধাৰণ অসম বাণী বাতৰি প্ৰতিবেদন চৰকাৰ ৰাজ্য জিলা সভা বিষয়া আজি কালি ঘোষণা কাৰ্যসূচী উন্নয়ন প্ৰকল্প জনসাধাৰণ অসম বাণী বাতৰি প্ৰতিবেদন চৰকাৰ ৰাজ্য জিলা সভা বিষয়া আজি কালি ঘোষণা কাৰ্যসূচী উন্নয়ন প্ৰকল্প জনসাধাৰণ অসম বাণী বাতৰি প্ৰতিবেদন চৰকাৰ ৰাজ্য জিলা সভা বিষয়া আজি কালি ঘোষণা কাৰ্যসূচী উন্নয়ন প্ৰকল্প জনসাধাৰণ অসম বাণী বাতৰি প্ৰতিবেদন চৰকাৰ ৰাজ্য জিলা সভা বিষয়া আজি কালি ঘোষণা কাৰ্যসূচী উন্নয়ন প্ৰকল্প জনসাধাৰণ অসম বাণী বাতৰি প্ৰতিবেদন চৰকাৰ ৰাজ্য জিলা সভা বিষয়া আজি কালি ঘোষণা কাৰ্যসূচী উন্নয়ন প্ৰকল্প জনসাধাৰণ অসম বাণী বাতৰি প্ৰতিবেদন চৰকাৰ ৰাজ্য জিলা সভা বিষয়া আজি কালি ঘোষণা কাৰ্যসূচী উন্নয়ন প্ৰকল্প জনসাধাৰণ অসম বাণী বাতৰি প্ৰতিবেদন চৰকাৰ ৰাজ্য জিলা সভা বিষয়া আজি কালি ঘোষণা কাৰ্যসূচী উন্নয়ন প্ৰকল্প জনসাধাৰণ অসম বাণী বাতৰি প্ৰতিবেদন চৰকাৰ ৰাজ্য জিলা সভা বিষয়া আজি কালি ঘোষণা কাৰ্যসূচী উন্নয়ন প্ৰকল্প জনসাধাৰণ অসম বাণী বাতৰি প্ৰতিবেদন চৰকাৰ ৰাজ্য জিলা সভা বিষয়া আজি কালি ঘোষণা কাৰ্যসূচী উন্নয়ন প্ৰকল্প জনসাধাৰণ অসম বাণী বাতৰি প্ৰতিবেদন চৰকাৰ ৰাজ্য জিলা সভা বিষয়া আজি কালি ঘোষণা কাৰ্যসূচী উন্নয়ন প্ৰকল্প জনসাধাৰণ অসম বাণী বাতৰি প্ৰতিবেদন চৰকাৰ ৰাজ্য জিলা সভা বিষয়া আজি কালি ঘোষণা কাৰ্যসূচী উন্নয়ন প্ৰকল্প জনসাধাৰণ (302, 793, 454, 1067)
article-divider (151, 960, 298, 961)
page-label: এক পৃষ্ঠাৰ পৰা (488, 6, 541, 16)
article-body: অসম বাণী বাতৰি প্ৰতিবেদন চৰকাৰ ৰাজ্য জিলা সভা বিষয়া আজি কালি ঘোষণা কাৰ্যসূচী উন্নয়ন প্ৰকল্প জনসাধাৰণ অসম বাণী বাতৰি প্ৰতিবেদন চৰকাৰ ৰাজ্য জিলা সভা বিষয়া আজি কালি ঘোষণা কাৰ্যসূচী উন্নয়ন প্ৰকল্প জনসাধাৰণ অসম বাণী বাতৰি প্ৰতিবেদন চৰকাৰ ৰাজ্য জিলা সভা বিষয়া আজি কালি ঘোষণা কাৰ্যসূচী উন্নয়ন প্ৰকল্প জনসাধাৰণ অসম বাণী বাতৰি প্ৰতিবেদন চৰকাৰ ৰাজ্য জিলা সভা বিষয়া আজি কালি ঘোষণা কাৰ্যসূচী উন্নয়ন প্ৰকল্প জনসাধাৰণ অসম বাণী বাতৰি প্ৰতিবেদন চৰকাৰ ৰাজ্য জিলা সভা বিষয়া আজি কালি ঘোষণা কাৰ্যসূচী উন্নয়ন প্ৰকল্প জনসাধাৰণ অসম বাণী বাতৰি প্ৰতিবেদন চৰকাৰ ৰাজ্য জিলা সভা বিষয়া আজি কালি ঘোষণা কাৰ্যসূচী উন্নয়ন প্ৰকল্প জনসাধাৰণ অসম বাণী বাতৰি প্ৰতিবেদন চৰকাৰ ৰাজ্য জিলা সভা বিষয়া আজি কালি ঘোষণা কাৰ্যসূচী উন্নয়ন প্ৰকল্প জনসাধাৰণ অসম বাণী বাতৰি প্ৰতিবেদন চৰকাৰ ৰাজ্য জিলা সভা বিষয়া আজি কালি ঘোষণা কাৰ্যসূচী উন্নয়ন প্ৰকল্প জনসাধাৰণ অসম বাণী বাতৰি প্ৰতিবেদন চৰকাৰ ৰাজ্য জিলা সভা বিষয়া আজি কালি ঘোষণা কাৰ্যসূচী উন্নয়ন প্ৰকল্প জনসাধাৰণ অসম বাণী বাতৰি প্ৰতিবেদন চৰকাৰ ৰাজ্য জিলা সভা বিষয়া আজি কালি ঘোষণা কাৰ্যসূচী উন্নয়ন প্ৰকল্প জনসাধাৰণ অসম বাণী বাতৰি প্ৰতিবেদন চৰকাৰ ৰাজ্য জিলা সভা বিষয়া আজি কালি ঘোষণা কাৰ্যসূচী উন্নয়ন প্ৰকল্প জনসাধাৰণ অসম বাণী বাতৰি প্ৰতিবেদন চৰকাৰ ৰাজ্য জিলা সভা বিষয়া আজি কালি ঘোষণা কাৰ্যসূচী উন্নয়ন প্ৰকল্প জনসাধাৰণ অসম বাণী বাতৰি প্ৰতিবেদন চৰকাৰ ৰাজ্য জিলা সভা বিষয়া আজি কালি ঘোষণা কাৰ্যসূচী উন্নয়ন প্ৰকল্প জনসাধাৰণ অসম বাণী বাতৰি প্ৰতিবেদন চৰকাৰ ৰাজ্য জিলা সভা বিষয়া আজি কালি ঘোষণা কাৰ্যসূচী উন্নয়ন প্ৰকল্প জনসাধাৰণ অসম বাণী বাতৰি প্ৰতিবেদন চৰকাৰ ৰাজ্য জিলা সভা বিষয়া আজি কালি ঘোষণা কাৰ্যসূচী উন্নয়ন প্ৰকল্প জনসাধাৰণ অসম বাণী বাতৰি প্ৰতিবেদন চৰকাৰ ৰাজ্য জিলা সভা বিষয়া আজি কালি ঘোষণা কাৰ্যসূচী উন্নয়ন প্ৰকল্প জনসাধাৰণ অসম বাণী বাতৰি প্ৰতিবেদন চৰকাৰ ৰাজ্য জিলা সভা বিষয়া আজি কালি ঘোষণা কাৰ্যসূচী উন্নয়ন প্ৰকল্প জনসাধাৰণ অসম বাণী বাতৰি প্ৰতিবেদন চৰকাৰ ৰাজ্য জিলা সভা বিষয়া আজি কালি ঘোষণা কাৰ্যসূচী উন্নয়ন প্ৰকল্প জনসাধাৰণ অসম বাণী বাতৰি প্ৰতিবেদন চৰকাৰ ৰাজ্য জিলা সভা বিষয়া আজি কালি ঘোষণা কাৰ্যসূচী উন্নয়ন প্ৰকল্প জনসাধাৰণ অসম বাণী বাতৰি প্ৰতিবেদন চৰকাৰ ৰাজ্য জিলা সভা বিষয়া আজি কালি ঘোষণা কাৰ্যসূচী উন্নয়ন প্ৰকল্প জনসাধাৰণ অসম বাণী বাতৰি প্ৰতিবেদন চৰকাৰ ৰাজ্য জিলা সভা বিষয়া আজি কালি ঘোষণা কাৰ্যসূচী উন্নয়ন প্ৰকল্প জনসাধাৰণ অসম বাণী বাতৰি প্ৰতিবেদন চৰকাৰ ৰাজ্য জিলা সভা বিষয়া আজি কালি ঘোষণা কাৰ্যসূচী উন্নয়ন প্ৰকল্প জনসাধাৰণ অসম বাণী বাতৰি প্ৰতিবেদন চৰকাৰ ৰাজ্য জিলা সভা বিষয়া আজি কালি ঘোষণা কাৰ্যসূচী উন্নয়ন প্ৰকল্প জনসাধাৰণ অসম বাণী বাতৰি প্ৰতিবেদন চৰকাৰ ৰাজ্য জিলা সভা বিষয়া আজি কালি ঘোষণা কাৰ্যসূচী উন্নয়ন প্ৰকল্প জনসাধাৰণ অসম বাণী বাতৰি প্ৰতিবেদন চৰকাৰ ৰাজ্য জিলা সভা বিষয়া আজি কালি ঘোষণা কাৰ্যসূচী উন্নয়ন প্ৰকল্প জনসাধাৰণ অসম বাণী বাতৰি প্ৰতিবেদন চৰকাৰ ৰাজ্য জিলা সভা বিষয়া আজি কালি ঘোষণা কাৰ্যসূচী উন্নয়ন প্ৰকল্প জনসাধাৰণ অসম বাণী বাতৰি প্ৰতিবেদন চৰকাৰ ৰাজ্য জিলা সভা বিষয়া আজি কালি ঘোষণা কাৰ্যসূচী উন্নয়ন প্ৰকল্প জনসাধাৰণ অসম বাণী বাতৰি প্ৰতিবেদন চৰকাৰ ৰাজ্য জিলা সভা বিষয়া আজি কালি ঘোষণা কাৰ্যসূচী উন্নয়ন প্ৰকল্প জনসাধাৰণ অসম বাণী বাতৰি প্ৰতিবেদন চৰকাৰ ৰাজ্য জিলা সভা বিষয়া আজি কালি ঘোষণা কাৰ্যসূচী উন্নয়ন প্ৰকল্প জনসাধাৰণ অসম বাণী বাতৰি প্ৰতিবেদন চৰকাৰ ৰাজ্য জিলা সভা বিষয়া আজি কালি ঘোষণা কাৰ্যসূচী উন্নয়ন প্ৰকল্প জনসাধাৰণ অসম বাণী বাতৰি প্ৰতিবেদন চৰকাৰ ৰাজ্য জিলা সভা বিষয়া আজি কালি ঘোষণা কাৰ্যসূচী উন্নয়ন প্ৰকল্প জনসাধাৰণ অসম বাণী বাতৰি প্ৰতিবেদন চৰকাৰ ৰাজ্য জিলা সভা বিষয়া আজি কালি ঘোষণা কাৰ্যসূচী উন্নয়ন প্ৰকল্প জনসাধাৰণ অসম বাণী বাতৰি প্ৰতিবেদন চৰকাৰ ৰাজ্য জিলা সভা বিষয়া আজি কালি ঘোষণা কাৰ্যসূচী উন্নয়ন প্ৰকল্প জনসাধাৰণ অসম বাণী বাতৰি প্ৰতিবেদন চৰকাৰ ৰাজ্য জিলা সভা বিষয়া আজি কালি ঘোষণা কাৰ্যসূচী উন্নয়ন প্ৰকল্প জনসাধাৰণ অসম বাণী বাতৰি প্ৰতিবেদন চৰকাৰ ৰাজ্য জিলা সভা বিষয়া আজি কালি ঘোষণা কাৰ্যসূচী উন্নয়ন প্ৰকল্প জনসাধাৰণ অসম বাণী বাতৰি প্ৰতিবেদন চৰকাৰ ৰাজ্য জিলা সভা বিষয়া আজি কালি ঘোষণা কাৰ্যসূচী উন্নয়ন প্ৰকল্প জনসাধাৰণ অসম বাণী বাতৰি প্ৰতিবেদন চৰকাৰ ৰাজ্য জিলা সভা বিষয়া আজি কালি ঘোষণা কাৰ্যসূচী উন্নয়ন প্ৰকল্প জনসাধাৰণ অসম বাণী বাতৰি প্ৰতিবেদন চৰকাৰ ৰাজ্য জিলা সভা বিষয়া আজি কালি ঘোষণা কাৰ্যসূচী উন্নয়ন প্ৰকল্প জনসাধাৰণ অসম বাণী বাতৰি প্ৰতিবেদন চৰকাৰ ৰাজ্য জিলা সভা বিষয়া আজি কালি ঘোষণা কাৰ্যসূচী উন্নয়ন প্ৰকল্প জনসাধাৰণ অসম বাণী বাতৰি প্ৰতিবেদন চৰকাৰ ৰাজ্য জিলা সভা বিষয়া আজি কালি ঘোষণা কাৰ্যসূচী উন্নয়ন প্ৰকল্প জনসাধাৰণ অসম বাণী বাতৰি প্ৰতিবেদন চৰকাৰ ৰাজ্য জিলা সভা বিষয়া আজি কালি ঘোষণা কাৰ্যসূচী উন্নয়ন প্ৰকল্প জনসাধাৰণ অসম বাণী বাতৰি প্ৰতিবেদন চৰকাৰ ৰাজ্য জিলা সভা বিষয়া আজি কালি ঘোষণা কাৰ্যসূচী উন্নয়ন প্ৰকল্প জনসাধাৰণ অসম বাণী বাতৰি প্ৰতিবেদন চৰকাৰ ৰাজ্য জিলা সভা বিষয়া আজি কালি ঘোষণা কাৰ্যসূচী উন্নয়ন প্ৰকল্প জনসাধাৰণ অসম বাণী বাতৰি প্ৰতিবেদন চৰকাৰ ৰাজ্য জিলা সভা বিষয়া আজি কালি ঘোষণা কাৰ্যসূচী উন্নয়ন প্ৰকল্প জনসাধাৰণ অসম বাণী বাতৰি প্ৰতিবেদন চৰকাৰ ৰাজ্য জিলা সভা বিষয়া আজি কালি ঘোষণা কাৰ্যসূচী উন্নয়ন প্ৰকল্প জনসাধাৰণ অসম বাণী বাতৰি প্ৰতিবেদন চৰকাৰ ৰাজ্য জিলা সভা বিষয়া আজি কালি ঘোষণা কাৰ্যসূচী উন্নয়ন প্ৰকল্প জনসাধাৰণ অসম বাণী বাতৰি প্ৰতিবেদন চৰকাৰ ৰাজ্য জিলা সভা বিষয়া আজি কালি ঘোষণা কাৰ্যসূচী উন্নয়ন প্ৰকল্প জনসাধাৰণ অসম বাণী বাতৰি প্ৰতিবেদন চৰকাৰ ৰাজ্য জিলা সভা বিষয়া আজি কালি ঘোষণা কাৰ্যসূচী উন্নয়ন প্ৰকল্প জনসাধাৰণ অসম বাণী বাতৰি প্ৰতিবেদন চৰকাৰ ৰাজ্য জিলা সভা বিষয়া আজি কালি ঘোষণা কাৰ্যসূচী উন্নয়ন প্ৰকল্প জনসাধাৰণ অসম বাণী বাতৰি প্ৰতিবেদন চৰকাৰ ৰাজ্য জিলা সভা বিষয়া আজি কালি ঘোষণা কাৰ্যসূচী উন্নয়ন প্ৰকল্প জনসাধাৰণ অসম বাণী বাতৰি প্ৰতিবেদন চৰকাৰ ৰাজ্য জিলা সভা বিষয়া আজি কালি ঘোষণা কাৰ্যসূচী উন্নয়ন প্ৰকল্প জনসাধাৰণ অসম বাণী বাতৰি প্ৰতিবেদন চৰকাৰ ৰাজ্য জিলা সভা বিষয়া আজি কালি ঘোষণা কাৰ্যসূচী উন্নয়ন প্ৰকল্প জনসাধাৰণ (458, 1109, 606, 1393)
article-headline: এইমছ গুৱাহাটী আৰু দলবাৰী (478, 1096, 586, 1107)
article-body: অসম বাণী বাতৰি প্ৰতিবেদন চৰকাৰ ৰাজ্য জিলা সভা বিষয়া আজি কালি ঘোষণা কাৰ্যসূচী উন্নয়ন প্ৰকল্প জনসাধাৰণ অসম বাণী বাতৰি প্ৰতিবেদন চৰকাৰ ৰাজ্য জিলা সভা বিষয়া আজি কালি ঘোষণা কাৰ্যসূচী উন্নয়ন প্ৰকল্প জনসাধাৰণ অসম বাণী বাতৰি প্ৰতিবেদন চৰকাৰ ৰাজ্য জিলা সভা বিষয়া আজি কালি ঘোষণা কাৰ্যসূচী উন্নয়ন প্ৰকল্প জনসাধাৰণ অসম বাণী বাতৰি প্ৰতিবেদন চৰকাৰ ৰাজ্য জিলা সভা বিষয়া আজি কালি ঘোষণা কাৰ্যসূচী উন্নয়ন প্ৰকল্প জনসাধাৰণ অসম বাণী বাতৰি প্ৰতিবেদন চৰকাৰ ৰাজ্য জিলা সভা বিষয়া আজি কালি ঘোষণা কাৰ্যসূচী উন্নয়ন প্ৰকল্প জনসাধাৰণ অসম বাণী বাতৰি প্ৰতিবেদন চৰকাৰ ৰাজ্য জিলা সভা বিষয়া আজি কালি ঘোষণা কাৰ্যসূচী উন্নয়ন প্ৰকল্প জনসাধাৰণ অসম বাণী বাতৰি প্ৰতিবেদন চৰকাৰ ৰাজ্য জিলা সভা বিষয়া আজি কালি ঘোষণা কাৰ্যসূচী উন্নয়ন প্ৰকল্প জনসাধাৰণ অসম বাণী বাতৰি প্ৰতিবেদন চৰকাৰ ৰাজ্য জিলা সভা বিষয়া আজি কালি ঘোষণা কাৰ্যসূচী উন্নয়ন প্ৰকল্প জনসাধাৰণ অসম বাণী বাতৰি প্ৰতিবেদন চৰকাৰ ৰাজ্য জিলা সভা বিষয়া আজি কালি ঘোষণা কাৰ্যসূচী উন্নয়ন প্ৰকল্প জনসাধাৰণ অসম বাণী বাতৰি প্ৰতিবেদন চৰকাৰ ৰাজ্য জিলা সভা বিষয়া আজি কালি ঘোষণা কাৰ্যসূচী উন্নয়ন প্ৰকল্প জনসাধাৰণ অসম বাণী বাতৰি প্ৰতিবেদন চৰকাৰ ৰাজ্য জিলা সভা বিষয়া আজি কালি ঘোষণা কাৰ্যসূচী উন্নয়ন প্ৰকল্প জনসাধাৰণ অসম বাণী বাতৰি প্ৰতিবেদন চৰকাৰ ৰাজ্য জিলা সভা বিষয়া আজি কালি ঘোষণা কাৰ্যসূচী উন্নয়ন প্ৰকল্প জনসাধাৰণ অসম বাণী বাতৰি প্ৰতিবেদন চৰকাৰ ৰাজ্য জিলা সভা বিষয়া আজি কালি ঘোষণা কাৰ্যসূচী উন্নয়ন প্ৰকল্প জনসাধাৰণ অসম বাণী বাতৰি প্ৰতিবেদন চৰকাৰ ৰাজ্য জিলা সভা বিষয়া আজি কালি ঘোষণা কাৰ্যসূচী উন্নয়ন প্ৰকল্প জনসাধাৰণ অসম বাণী বাতৰি প্ৰতিবেদন চৰকাৰ ৰাজ্য জিলা সভা বিষয়া আজি কালি ঘোষণা কাৰ্যসূচী উন্নয়ন প্ৰকল্প জনসাধাৰণ অসম বাণী বাতৰি প্ৰতিবেদন চৰকাৰ ৰাজ্য জিলা সভা বিষয়া আজি কালি ঘোষণা কাৰ্যসূচী উন্নয়ন প্ৰকল্প জনসাধাৰণ অসম বাণী বাতৰি প্ৰতিবেদন চৰকাৰ ৰাজ্য জিলা সভা বিষয়া আজি কালি ঘোষণা কাৰ্যসূচী উন্নয়ন প্ৰকল্প জনসাধাৰণ অসম বাণী বাতৰি প্ৰতিবেদন চৰকাৰ ৰাজ্য জিলা সভা বিষয়া আজি কালি ঘোষণা কাৰ্যসূচী উন্নয়ন প্ৰকল্প জনসাধাৰণ অসম বাণী বাতৰি প্ৰতিবেদন চৰকাৰ ৰাজ্য জিলা সভা বিষয়া আজি কালি ঘোষণা কাৰ্যসূচী উন্নয়ন প্ৰকল্প জনসাধাৰণ অসম বাণী বাতৰি প্ৰতিবেদন চৰকাৰ ৰাজ্য জিলা সভা বিষয়া আজি কালি ঘোষণা কাৰ্যসূচী উন্নয়ন প্ৰকল্প জনসাধাৰণ অসম বাণী বাতৰি প্ৰতিবেদন চৰকাৰ ৰাজ্য জিলা সভা বিষয়া আজি কালি ঘোষণা কাৰ্যসূচী উন্নয়ন প্ৰকল্প জনসাধাৰণ অসম বাণী বাতৰি প্ৰতিবেদন চৰকাৰ ৰাজ্য জিলা সভা বিষয়া আজি কালি ঘোষণা কাৰ্যসূচী উন্নয়ন প্ৰকল্প জনসাধাৰণ অসম বাণী বাতৰি প্ৰতিবেদন চৰকাৰ ৰাজ্য জিলা সভা বিষয়া আজি কালি ঘোষণা কাৰ্যসূচী উন্নয়ন প্ৰকল্প জনসাধাৰণ অসম বাণী বাতৰি প্ৰতিবেদন চৰকাৰ ৰাজ্য জিলা সভা বিষয়া আজি কালি ঘোষণা কাৰ্যসূচী উন্নয়ন প্ৰকল্প জনসাধাৰণ অসম বাণী বাতৰি প্ৰতিবেদন চৰকাৰ ৰাজ্য জিলা সভা বিষয়া আজি কালি ঘোষণা কাৰ্যসূচী উন্নয়ন প্ৰকল্প জনসাধাৰণ অসম বাণী বাতৰি প্ৰতিবেদন চৰকাৰ ৰাজ্য জিলা সভা বিষয়া আজি কালি ঘোষণা কাৰ্যসূচী উন্নয়ন প্ৰকল্প জনসাধাৰণ অসম বাণী বাতৰি প্ৰতিবেদন চৰকাৰ ৰাজ্য জিলা সভা বিষয়া আজি কালি ঘোষণা কাৰ্যসূচী উন্নয়ন প্ৰকল্প জনসাধাৰণ অসম বাণী বাতৰি প্ৰতিবেদন চৰকাৰ ৰাজ্য জিলা সভা বিষয়া আজি কালি ঘোষণা কাৰ্যসূচী উন্নয়ন প্ৰকল্প জনসাধাৰণ অসম বাণী বাতৰি প্ৰতিবেদন চৰকাৰ ৰাজ্য জিলা সভা বিষয়া আজি কালি ঘোষণা কাৰ্যসূচী উন্নয়ন প্ৰকল্প জনসাধাৰণ অসম বাণী বাতৰি প্ৰতিবেদন চৰকাৰ ৰাজ্য জিলা সভা বিষয়া আজি কালি ঘোষণা কাৰ্যসূচী উন্নয়ন প্ৰকল্প জনসাধাৰণ অসম বাণী বাতৰি প্ৰতিবেদন চৰকাৰ ৰাজ্য জিলা সভা বিষয়া আজি কালি ঘোষণা কাৰ্যসূচী উন্নয়ন প্ৰকল্প জনসাধাৰণ অসম বাণী বাতৰি প্ৰতিবেদন চৰকাৰ ৰাজ্য জিলা সভা বিষয়া আজি কালি ঘোষণা কাৰ্যসূচী উন্নয়ন প্ৰকল্প জনসাধাৰণ অসম বাণী বাতৰি প্ৰতিবেদন চৰকাৰ ৰাজ্য জিলা সভা বিষয়া আজি কালি ঘোষণা কাৰ্যসূচী উন্নয়ন প্ৰকল্প জনসাধাৰণ অসম বাণী বাতৰি প্ৰতিবেদন চৰকাৰ ৰাজ্য জিলা সভা বিষয়া আজি কালি ঘোষণা কাৰ্যসূচী উন্নয়ন প্ৰকল্প জনসাধাৰণ অসম বাণী বাতৰি প্ৰতিবেদন চৰকাৰ ৰাজ্য জিলা সভা বিষয়া আজি কালি ঘোষণা কাৰ্যসূচী উন্নয়ন প্ৰকল্প জনসাধাৰণ অসম বাণী বাতৰি প্ৰতিবেদন চৰকাৰ ৰাজ্য জিলা সভা বিষয়া আজি কালি ঘোষণা কাৰ্যসূচী উন্নয়ন প্ৰকল্প জনসাধাৰণ অসম বাণী বাতৰি প্ৰতিবেদন চৰকাৰ ৰাজ্য জিলা সভা বিষয়া আজি কালি ঘোষণা কাৰ্যসূচী উন্নয়ন প্ৰকল্প জনসাধাৰণ অসম বাণী বাতৰি প্ৰতিবেদন চৰকাৰ ৰাজ্য জিলা সভা বিষয়া আজি কালি ঘোষণা কাৰ্যসূচী উন্নয়ন প্ৰকল্প জনসাধাৰণ অসম বাণী বাতৰি প্ৰতিবেদন চৰকাৰ ৰাজ্য জিলা সভা বিষয়া আজি কালি ঘোষণা কাৰ্যসূচী উন্নয়ন প্ৰকল্প জনসাধাৰণ অসম বাণী বাতৰি প্ৰতিবেদন চৰকাৰ ৰাজ্য জিলা সভা বিষয়া আজি কালি ঘোষণা কাৰ্যসূচী উন্নয়ন প্ৰকল্প জনসাধাৰণ অসম বাণী বাতৰি প্ৰতিবেদন চৰকাৰ ৰাজ্য জিলা সভা বিষয়া আজি কালি ঘোষণা কাৰ্যসূচী উন্নয়ন প্ৰকল্প জনসাধাৰণ অসম বাণী বাতৰি প্ৰতিবেদন চৰকাৰ ৰাজ্য জিলা সভা বিষয়া আজি কালি ঘোষণা কাৰ্যসূচী উন্নয়ন প্ৰকল্প জনসাধাৰণ অসম বাণী বাতৰি প্ৰতিবেদন চৰকাৰ ৰাজ্য জিলা সভা বিষয়া আজি কালি ঘোষণা কাৰ্যসূচী উন্নয়ন প্ৰকল্প জনসাধাৰণ অসম বাণী বাতৰি প্ৰতিবেদন চৰকাৰ ৰাজ্য জিলা সভা বিষয়া আজি কালি ঘোষণা কাৰ্যসূচী উন্নয়ন প্ৰকল্প জনসাধাৰণ অসম বাণী বাতৰি প্ৰতিবেদন চৰকাৰ ৰাজ্য জিলা সভা বিষয়া আজি কালি ঘোষণা কাৰ্যসূচী উন্নয়ন প্ৰকল্প জনসাধাৰণ অসম বাণী বাতৰি প্ৰতিবেদন চৰকাৰ ৰাজ্য জিলা সভা বিষয়া আজি কালি ঘোষণা কাৰ্যসূচী উন্নয়ন প্ৰকল্প জনসাধাৰণ অসম বাণী বাতৰি প্ৰতিবেদন চৰকাৰ ৰাজ্য জিলা সভা বিষয়া আজি কালি ঘোষণা কাৰ্যসূচী উন্নয়ন প্ৰকল্প জনসাধাৰণ অসম বাণী বাতৰি প্ৰতিবেদন চৰকাৰ ৰাজ্য জিলা সভা বিষয়া আজি কালি ঘোষণা কাৰ্যসূচী উন্নয়ন প্ৰকল্প জনসাধাৰণ অসম বাণী বাতৰি প্ৰতিবেদন চৰকাৰ ৰাজ্য জিলা সভা বিষয়া আজি কালি ঘোষণা কাৰ্যসূচী উন্নয়ন প্ৰকল্প জনসাধাৰণ অসম বাণী বাতৰি প্ৰতিবেদন চৰকাৰ ৰাজ্য জিলা সভা বিষয়া আজি কালি ঘোষণা কাৰ্যসূচী উন্নয়ন প্ৰকল্প জনসাধাৰণ অসম বাণী বাতৰি প্ৰতিবেদন চৰকাৰ ৰাজ্য জিলা সভা বিষয়া আজি কালি ঘোষণা কাৰ্যসূচী উন্নয়ন প্ৰকল্প জনসাধাৰণ অসম বাণী বাতৰি প্ৰতিবেদন চৰকাৰ ৰাজ্য জিলা সভা বিষয়া আজি কালি ঘোষণা কাৰ্যসূচী উন্নয়ন প্ৰকল্প জনসাধাৰণ অসম বাণী বাতৰি প্ৰতিবেদন চৰকাৰ ৰাজ্য জিলা সভা বিষয়া আজি কালি ঘোষণা কাৰ্যসূচী উন্নয়ন প্ৰকল্প জনসাধাৰণ অসম বাণী বাতৰি প্ৰতিবেদন চৰকাৰ ৰাজ্য জিলা সভা বিষয়া আজি কালি ঘোষণা কাৰ্যসূচী উন্নয়ন প্ৰকল্প জনসাধাৰণ অসম বাণী বাতৰি প্ৰতিবেদন চৰকাৰ ৰাজ্য জিলা সভা বিষয়া আজি কালি ঘোষণা কাৰ্যসূচী উন্নয়ন প্ৰকল্প জনসাধাৰণ অসম বাণী বাতৰি প্ৰতিবেদন চৰকাৰ ৰাজ্য জিলা সভা বিষয়া আজি কালি ঘোষণা কাৰ্যসূচী উন্নয়ন প্ৰকল্প জনসাধাৰণ (458, 41, 606, 343)
article-body: অসম বাণী বাতৰি প্ৰতিবেদন চৰকাৰ ৰাজ্য জিলা সভা বিষয়া আজি কালি ঘোষণা কাৰ্যসূচী উন্নয়ন প্ৰকল্প জনসাধাৰণ অসম বাণী বাতৰি প্ৰতিবেদন চৰকাৰ ৰাজ্য জিলা সভা বিষয়া আজি কালি ঘোষণা কাৰ্যসূচী উন্নয়ন প্ৰকল্প জনসাধাৰণ অসম বাণী বাতৰি প্ৰতিবেদন চৰকাৰ ৰাজ্য জিলা সভা বিষয়া আজি কালি ঘোষণা কাৰ্যসূচী উন্নয়ন প্ৰকল্প জনসাধাৰণ অসম বাণী বাতৰি প্ৰতিবেদন চৰকাৰ ৰাজ্য জিলা সভা বিষয়া আজি কালি ঘোষণা কাৰ্যসূচী উন্নয়ন প্ৰকল্প জনসাধাৰণ অসম বাণী বাতৰি প্ৰতিবেদন চৰকাৰ ৰাজ্য জিলা সভা বিষয়া আজি কালি ঘোষণা কাৰ্যসূচী উন্নয়ন প্ৰকল্প জনসাধাৰণ অসম বাণী বাতৰি প্ৰতিবেদন চৰকাৰ ৰাজ্য জিলা সভা বিষয়া আজি কালি ঘোষণা কাৰ্যসূচী উন্নয়ন প্ৰকল্প জনসাধাৰণ অসম বাণী বাতৰি প্ৰতিবেদন চৰকাৰ ৰাজ্য জিলা সভা বিষয়া আজি কালি ঘোষণা কাৰ্যসূচী উন্নয়ন প্ৰকল্প জনসাধাৰণ অসম বাণী বাতৰি প্ৰতিবেদন চৰকাৰ ৰাজ্য জিলা সভা বিষয়া আজি কালি ঘোষণা কাৰ্যসূচী উন্নয়ন প্ৰকল্প জনসাধাৰণ অসম বাণী বাতৰি প্ৰতিবেদন চৰকাৰ ৰাজ্য জিলা সভা বিষয়া আজি কালি ঘোষণা কাৰ্যসূচী উন্নয়ন প্ৰকল্প জনসাধাৰণ অসম বাণী বাতৰি প্ৰতিবেদন চৰকাৰ ৰাজ্য জিলা সভা বিষয়া আজি কালি ঘোষণা কাৰ্যসূচী উন্নয়ন প্ৰকল্প জনসাধাৰণ অসম বাণী বাতৰি প্ৰতিবেদন চৰকাৰ ৰাজ্য জিলা সভা বিষয়া আজি কালি ঘোষণা কাৰ্যসূচী উন্নয়ন প্ৰকল্প জনসাধাৰণ অসম বাণী বাতৰি প্ৰতিবেদন চৰকাৰ ৰাজ্য জিলা সভা বিষয়া আজি কালি ঘোষণা কাৰ্যসূচী উন্নয়ন প্ৰকল্প জনসাধাৰণ অসম বাণী বাতৰি প্ৰতিবেদন চৰকাৰ ৰাজ্য জিলা সভা বিষয়া আজি কালি ঘোষণা কাৰ্যসূচী উন্নয়ন প্ৰকল্প জনসাধাৰণ অসম বাণী বাতৰি প্ৰতিবেদন চৰকাৰ ৰাজ্য জিলা সভা বিষয়া আজি কালি ঘোষণা কাৰ্যসূচী উন্নয়ন প্ৰকল্প জনসাধাৰণ অসম বাণী বাতৰি প্ৰতিবেদন চৰকাৰ ৰাজ্য জিলা সভা বিষয়া আজি কালি ঘোষণা কাৰ্যসূচী উন্নয়ন প্ৰকল্প জনসাধাৰণ অসম বাণী বাতৰি প্ৰতিবেদন চৰকাৰ ৰাজ্য জিলা সভা বিষয়া আজি কালি ঘোষণা কাৰ্যসূচী উন্নয়ন প্ৰকল্প জনসাধাৰণ অসম বাণী বাতৰি প্ৰতিবেদন চৰকাৰ ৰাজ্য জিলা সভা বিষয়া আজি কালি ঘোষণা কাৰ্যসূচী উন্নয়ন প্ৰকল্প জনসাধাৰণ অসম বাণী বাতৰি প্ৰতিবেদন চৰকাৰ ৰাজ্য জিলা সভা বিষয়া আজি কালি ঘোষণা কাৰ্যসূচী উন্নয়ন প্ৰকল্প জনসাধাৰণ (151, 664, 299, 765)
article (302, 778, 454, 1067)
column-2 (151, 26, 299, 1086)
article (151, 28, 298, 454)
article-body: অসম বাণী বাতৰি প্ৰতিবেদন চৰকাৰ ৰাজ্য জিলা সভা বিষয়া আজি কালি ঘোষণা কাৰ্যসূচী উন্নয়ন প্ৰকল্প জনসাধাৰণ অসম বাণী বাতৰি প্ৰতিবেদন চৰকাৰ ৰাজ্য জিলা সভা বিষয়া আজি কালি ঘোষণা কাৰ্যসূচী উন্নয়ন প্ৰকল্প জনসাধাৰণ অসম বাণী বাতৰি প্ৰতিবেদন চৰকাৰ ৰাজ্য জিলা সভা বিষয়া আজি কালি ঘোষণা কাৰ্যসূচী উন্নয়ন প্ৰকল্প জনসাধাৰণ অসম বাণী বাতৰি প্ৰতিবেদন চৰকাৰ ৰাজ্য জিলা সভা বিষয়া আজি কালি ঘোষণা কাৰ্যসূচী উন্নয়ন প্ৰকল্প জনসাধাৰণ অসম বাণী বাতৰি প্ৰতিবেদন চৰকাৰ ৰাজ্য জিলা সভা বিষয়া আজি কালি ঘোষণা কাৰ্যসূচী উন্নয়ন প্ৰকল্প জনসাধাৰণ অসম বাণী বাতৰি প্ৰতিবেদন চৰকাৰ ৰাজ্য জিলা সভা বিষয়া আজি কালি ঘোষণা কাৰ্যসূচী উন্নয়ন প্ৰকল্প জনসাধাৰণ অসম বাণী বাতৰি প্ৰতিবেদন চৰকাৰ ৰাজ্য জিলা সভা বিষয়া আজি কালি ঘোষণা কাৰ্যসূচী উন্নয়ন প্ৰকল্প জনসাধাৰণ অসম বাণী বাতৰি প্ৰতিবেদন চৰকাৰ ৰাজ্য জিলা সভা বিষয়া আজি কালি ঘোষণা কাৰ্যসূচী উন্নয়ন প্ৰকল্প জনসাধাৰণ অসম বাণী বাতৰি প্ৰতিবেদন চৰকাৰ ৰাজ্য জিলা সভা বিষয়া আজি কালি ঘোষণা কাৰ্যসূচী উন্নয়ন প্ৰকল্প জনসাধাৰণ অসম বাণী বাতৰি প্ৰতিবেদন চৰকাৰ ৰাজ্য জিলা সভা বিষয়া আজি কালি ঘোষণা কাৰ্যসূচী উন্নয়ন প্ৰকল্প জনসাধাৰণ অসম বাণী বাতৰি প্ৰতিবেদন চৰকাৰ ৰাজ্য জিলা সভা বিষয়া আজি কালি ঘোষণা কাৰ্যসূচী উন্নয়ন প্ৰকল্প জনসাধাৰণ অসম বাণী বাতৰি প্ৰতিবেদন চৰকাৰ ৰাজ্য জিলা সভা বিষয়া আজি কালি ঘোষণা কাৰ্যসূচী উন্নয়ন প্ৰকল্প জনসাধাৰণ অসম বাণী বাতৰি প্ৰতিবেদন চৰকাৰ ৰাজ্য জিলা সভা বিষয়া আজি কালি ঘোষণা কাৰ্যসূচী উন্নয়ন প্ৰকল্প জনসাধাৰণ অসম বাণী বাতৰি প্ৰতিবেদন চৰকাৰ ৰাজ্য জিলা সভা বিষয়া আজি কালি ঘোষণা কাৰ্যসূচী উন্নয়ন প্ৰকল্প জনসাধাৰণ অসম বাণী বাতৰি প্ৰতিবেদন চৰকাৰ ৰাজ্য জিলা সভা বিষয়া আজি কালি ঘোষণা কাৰ্যসূচী উন্নয়ন প্ৰকল্প জনসাধাৰণ অসম বাণী বাতৰি প্ৰতিবেদন চৰকাৰ ৰাজ্য জিলা সভা বিষয়া আজি কালি ঘোষণা কাৰ্যসূচী উন্নয়ন প্ৰকল্প জনসাধাৰণ অসম বাণী বাতৰি প্ৰতিবেদন চৰকাৰ ৰাজ্য জিলা সভা বিষয়া আজি কালি ঘোষণা কাৰ্যসূচী উন্নয়ন প্ৰকল্প জনসাধাৰণ অসম বাণী বাতৰি প্ৰতিবেদন চৰকাৰ ৰাজ্য জিলা সভা বিষয়া আজি কালি ঘোষণা কাৰ্যসূচী উন্নয়ন প্ৰকল্প জনসাধাৰণ অসম বাণী বাতৰি প্ৰতিবেদন চৰকাৰ ৰাজ্য জিলা সভা বিষয়া আজি কালি ঘোষণা কাৰ্যসূচী উন্নয়ন প্ৰকল্প জনসাধাৰণ অসম বাণী বাতৰি প্ৰতিবেদন চৰকাৰ ৰাজ্য জিলা সভা বিষয়া আজি কালি ঘোষণা কাৰ্যসূচী উন্নয়ন প্ৰকল্প জনসাধাৰণ অসম বাণী বাতৰি প্ৰতিবেদন চৰকাৰ ৰাজ্য জিলা সভা বিষয়া আজি কালি ঘোষণা কাৰ্যসূচী উন্নয়ন প্ৰকল্প জনসাধাৰণ অসম বাণী বাতৰি প্ৰতিবেদন চৰকাৰ ৰাজ্য জিলা সভা বিষয়া আজি কালি ঘোষণা কাৰ্যসূচী উন্নয়ন প্ৰকল্প জনসাধাৰণ অসম বাণী বাতৰি প্ৰতিবেদন চৰকাৰ ৰাজ্য জিলা সভা বিষয়া আজি কালি ঘোষণা কাৰ্যসূচী উন্নয়ন প্ৰকল্প জনসাধাৰণ অসম বাণী বাতৰি প্ৰতিবেদন চৰকাৰ ৰাজ্য জিলা সভা বিষয়া আজি কালি ঘোষণা কাৰ্যসূচী উন্নয়ন প্ৰকল্প জনসাধাৰণ (458, 961, 606, 1091)
article (4, 28, 147, 199)
article-body: অসম বাণী বাতৰি প্ৰতিবেদন চৰকাৰ ৰাজ্য জিলা সভা বিষয়া আজি কালি ঘোষণা কাৰ্যসূচী উন্নয়ন প্ৰকল্প জনসাধাৰণ অসম বাণী বাতৰি প্ৰতিবেদন চৰকাৰ ৰাজ্য জিলা সভা বিষয়া আজি কালি ঘোষণা কাৰ্যসূচী উন্নয়ন প্ৰকল্প জনসাধাৰণ অসম বাণী বাতৰি প্ৰতিবেদন চৰকাৰ ৰাজ্য জিলা সভা বিষয়া আজি কালি ঘোষণা কাৰ্যসূচী উন্নয়ন প্ৰকল্প জনসাধাৰণ অসম বাণী বাতৰি প্ৰতিবেদন চৰকাৰ ৰাজ্য জিলা সভা বিষয়া আজি কালি ঘোষণা কাৰ্যসূচী উন্নয়ন প্ৰকল্প জনসাধাৰণ অসম বাণী বাতৰি প্ৰতিবেদন চৰকাৰ ৰাজ্য জিলা সভা বিষয়া আজি কালি ঘোষণা কাৰ্যসূচী উন্নয়ন প্ৰকল্প জনসাধাৰণ অসম বাণী বাতৰি প্ৰতিবেদন চৰকাৰ ৰাজ্য জিলা সভা বিষয়া আজি কালি ঘোষণা কাৰ্যসূচী উন্নয়ন প্ৰকল্প জনসাধাৰণ অসম বাণী বাতৰি প্ৰতিবেদন চৰকাৰ ৰাজ্য জিলা সভা বিষয়া আজি কালি ঘোষণা কাৰ্যসূচী উন্নয়ন প্ৰকল্প জনসাধাৰণ অসম বাণী বাতৰি প্ৰতিবেদন চৰকাৰ ৰাজ্য জিলা সভা বিষয়া আজি কালি ঘোষণা কাৰ্যসূচী উন্নয়ন প্ৰকল্প জনসাধাৰণ অসম বাণী বাতৰি প্ৰতিবেদন চৰকাৰ ৰাজ্য জিলা সভা বিষয়া আজি কালি ঘোষণা কাৰ্যসূচী উন্নয়ন প্ৰকল্প জনসাধাৰণ অসম বাণী বাতৰি প্ৰতিবেদন চৰকাৰ ৰাজ্য জিলা সভা বিষয়া আজি কালি ঘোষণা কাৰ্যসূচী উন্নয়ন প্ৰকল্প জনসাধাৰণ অসম বাণী বাতৰি প্ৰতিবেদন চৰকাৰ ৰাজ্য জিলা সভা বিষয়া আজি কালি ঘোষণা কাৰ্যসূচী উন্নয়ন প্ৰকল্প জনসাধাৰণ অসম বাণী বাতৰি প্ৰতিবেদন চৰকাৰ ৰাজ্য জিলা সভা বিষয়া আজি কালি ঘোষণা কাৰ্যসূচী উন্নয়ন প্ৰকল্প জনসাধাৰণ অসম বাণী বাতৰি প্ৰতিবেদন চৰকাৰ ৰাজ্য জিলা সভা বিষয়া আজি কালি ঘোষণা কাৰ্যসূচী উন্নয়ন প্ৰকল্প জনসাধাৰণ অসম বাণী বাতৰি প্ৰতিবেদন চৰকাৰ ৰাজ্য জিলা সভা বিষয়া আজি কালি ঘোষণা কাৰ্যসূচী উন্নয়ন প্ৰকল্প জনসাধাৰণ অসম বাণী বাতৰি প্ৰতিবেদন চৰকাৰ ৰাজ্য জিলা সভা বিষয়া আজি কালি ঘোষণা কাৰ্যসূচী উন্নয়ন প্ৰকল্প জনসাধাৰণ অসম বাণী বাতৰি প্ৰতিবেদন চৰকাৰ ৰাজ্য জিলা সভা বিষয়া আজি কালি ঘোষণা কাৰ্যসূচী উন্নয়ন প্ৰকল্প জনসাধাৰণ অসম বাণী বাতৰি প্ৰতিবেদন চৰকাৰ ৰাজ্য জিলা সভা বিষয়া আজি কালি ঘোষণা কাৰ্যসূচী উন্নয়ন প্ৰকল্প জনসাধাৰণ অসম বাণী বাতৰি প্ৰতিবেদন চৰকাৰ ৰাজ্য জিলা সভা বিষয়া আজি কালি ঘোষণা কাৰ্যসূচী উন্নয়ন প্ৰকল্প জনসাধাৰণ অসম বাণী বাতৰি প্ৰতিবেদন চৰকাৰ ৰাজ্য জিলা সভা বিষয়া আজি কালি ঘোষণা কাৰ্যসূচী উন্নয়ন প্ৰকল্প জনসাধাৰণ অসম বাণী বাতৰি প্ৰতিবেদন চৰকাৰ ৰাজ্য জিলা সভা বিষয়া আজি কালি ঘোষণা কাৰ্যসূচী উন্নয়ন প্ৰকল্প জনসাধাৰণ অসম বাণী বাতৰি প্ৰতিবেদন চৰকাৰ ৰাজ্য জিলা সভা বিষয়া আজি কালি ঘোষণা কাৰ্যসূচী উন্নয়ন প্ৰকল্প জনসাধাৰণ অসম বাণী বাতৰি প্ৰতিবেদন চৰকাৰ ৰাজ্য জিলা সভা বিষয়া আজি কালি ঘোষণা কাৰ্যসূচী উন্নয়ন প্ৰকল্প জনসাধাৰণ অসম বাণী বাতৰি প্ৰতিবেদন চৰকাৰ ৰাজ্য জিলা সভা বিষয়া আজি কালি ঘোষণা কাৰ্যসূচী উন্নয়ন প্ৰকল্প জনসাধাৰণ অসম বাণী বাতৰি প্ৰতিবেদন চৰকাৰ ৰাজ্য জিলা সভা বিষয়া আজি কালি ঘোষণা কাৰ্যসূচী উন্নয়ন প্ৰকল্প জনসাধাৰণ অসম বাণী বাতৰি প্ৰতিবেদন চৰকাৰ ৰাজ্য জিলা সভা বিষয়া আজি কালি ঘোষণা কাৰ্যসূচী উন্নয়ন প্ৰকল্প জনসাধাৰণ অসম বাণী বাতৰি প্ৰতিবেদন চৰকাৰ ৰাজ্য জিলা সভা বিষয়া আজি কালি ঘোষণা কাৰ্যসূচী উন্নয়ন প্ৰকল্প জনসাধাৰণ অসম বাণী বাতৰি প্ৰতিবেদন চৰকাৰ ৰাজ্য জিলা সভা বিষয়া আজি কালি ঘোষণা কাৰ্যসূচী উন্নয়ন প্ৰকল্প জনসাধাৰণ অসম বাণী বাতৰি প্ৰতিবেদন চৰকাৰ ৰাজ্য জিলা সভা বিষয়া আজি কালি ঘোষণা কাৰ্যসূচী উন্নয়ন প্ৰকল্প জনসাধাৰণ অসম বাণী বাতৰি প্ৰতিবেদন চৰকাৰ ৰাজ্য জিলা সভা বিষয়া আজি কালি ঘোষণা কাৰ্যসূচী উন্নয়ন প্ৰকল্প জনসাধাৰণ অসম বাণী বাতৰি প্ৰতিবেদন চৰকাৰ ৰাজ্য জিলা সভা বিষয়া আজি কালি ঘোষণা কাৰ্যসূচী উন্নয়ন প্ৰকল্প জনসাধাৰণ অসম বাণী বাতৰি প্ৰতিবেদন চৰকাৰ ৰাজ্য জিলা সভা বিষয়া আজি কালি ঘোষণা কাৰ্যসূচী উন্নয়ন প্ৰকল্প জনসাধাৰণ অসম বাণী বাতৰি প্ৰতিবেদন চৰকাৰ ৰাজ্য জিলা সভা বিষয়া আজি কালি ঘোষণা কাৰ্যসূচী উন্নয়ন প্ৰকল্প জনসাধাৰণ (4, 472, 147, 654)
article-headline: কুঁহিলা নদী সন্ধ্যানীন (495, 948, 569, 959)
article-divider (458, 840, 606, 841)
article-body: অসম বাণী বাতৰি প্ৰতিবেদন চৰকাৰ ৰাজ্য জিলা সভা বিষয়া আজি কালি ঘোষণা কাৰ্যসূচী উন্নয়ন প্ৰকল্প জনসাধাৰণ অসম বাণী বাতৰি প্ৰতিবেদন চৰকাৰ ৰাজ্য জিলা সভা বিষয়া আজি কালি ঘোষণা কাৰ্যসূচী উন্নয়ন প্ৰকল্প জনসাধাৰণ অসম বাণী বাতৰি প্ৰতিবেদন চৰকাৰ ৰাজ্য জিলা সভা বিষয়া আজি কালি ঘোষণা কাৰ্যসূচী উন্নয়ন প্ৰকল্প জনসাধাৰণ অসম বাণী বাতৰি প্ৰতিবেদন চৰকাৰ ৰাজ্য জিলা সভা বিষয়া আজি কালি ঘোষণা কাৰ্যসূচী উন্নয়ন প্ৰকল্প জনসাধাৰণ অসম বাণী বাতৰি প্ৰতিবেদন চৰকাৰ ৰাজ্য জিলা সভা বিষয়া আজি কালি ঘোষণা কাৰ্যসূচী উন্নয়ন প্ৰকল্প জনসাধাৰণ অসম বাণী বাতৰি প্ৰতিবেদন চৰকাৰ ৰাজ্য জিলা সভা বিষয়া আজি কালি ঘোষণা কাৰ্যসূচী উন্নয়ন প্ৰকল্প জনসাধাৰণ অসম বাণী বাতৰি প্ৰতিবেদন চৰকাৰ ৰাজ্য জিলা সভা বিষয়া আজি কালি ঘোষণা কাৰ্যসূচী উন্নয়ন প্ৰকল্প জনসাধাৰণ অসম বাণী বাতৰি প্ৰতিবেদন চৰকাৰ ৰাজ্য জিলা সভা বিষয়া আজি কালি ঘোষণা কাৰ্যসূচী উন্নয়ন প্ৰকল্প জনসাধাৰণ অসম বাণী বাতৰি প্ৰতিবেদন চৰকাৰ ৰাজ্য জিলা সভা বিষয়া আজি কালি ঘোষণা কাৰ্যসূচী উন্নয়ন প্ৰকল্প জনসাধাৰণ অসম বাণী বাতৰি প্ৰতিবেদন চৰকাৰ ৰাজ্য জিলা সভা বিষয়া আজি কালি ঘোষণা কাৰ্যসূচী উন্নয়ন প্ৰকল্প জনসাধাৰণ অসম বাণী বাতৰি প্ৰতিবেদন চৰকাৰ ৰাজ্য জিলা সভা বিষয়া আজি কালি ঘোষণা কাৰ্যসূচী উন্নয়ন প্ৰকল্প জনসাধাৰণ অসম বাণী বাতৰি প্ৰতিবেদন চৰকাৰ ৰাজ্য জিলা সভা বিষয়া আজি কালি ঘোষণা কাৰ্যসূচী উন্নয়ন প্ৰকল্প জনসাধাৰণ অসম বাণী বাতৰি প্ৰতিবেদন চৰকাৰ ৰাজ্য জিলা সভা বিষয়া আজি কালি ঘোষণা কাৰ্যসূচী উন্নয়ন প্ৰকল্প জনসাধাৰণ অসম বাণী বাতৰি প্ৰতিবেদন চৰকাৰ ৰাজ্য জিলা সভা বিষয়া আজি কালি ঘোষণা কাৰ্যসূচী উন্নয়ন প্ৰকল্প জনসাধাৰণ অসম বাণী বাতৰি প্ৰতিবেদন চৰকাৰ ৰাজ্য জিলা সভা বিষয়া আজি কালি ঘোষণা কাৰ্যসূচী উন্নয়ন প্ৰকল্প জনসাধাৰণ অসম বাণী বাতৰি প্ৰতিবেদন চৰকাৰ ৰাজ্য জিলা সভা বিষয়া আজি কালি ঘোষণা কাৰ্যসূচী উন্নয়ন প্ৰকল্প জনসাধাৰণ অসম বাণী বাতৰি প্ৰতিবেদন চৰকাৰ ৰাজ্য জিলা সভা বিষয়া আজি কালি ঘোষণা কাৰ্যসূচী উন্নয়ন প্ৰকল্প জনসাধাৰণ অসম বাণী বাতৰি প্ৰতিবেদন চৰকাৰ ৰাজ্য জিলা সভা বিষয়া আজি কালি ঘোষণা কাৰ্যসূচী উন্নয়ন প্ৰকল্প জনসাধাৰণ অসম বাণী বাতৰি প্ৰতিবেদন চৰকাৰ ৰাজ্য জিলা সভা বিষয়া আজি কালি ঘোষণা কাৰ্যসূচী উন্নয়ন প্ৰকল্প জনসাধাৰণ অসম বাণী বাতৰি প্ৰতিবেদন চৰকাৰ ৰাজ্য জিলা সভা বিষয়া আজি কালি ঘোষণা কাৰ্যসূচী উন্নয়ন প্ৰকল্প জনসাধাৰণ অসম বাণী বাতৰি প্ৰতিবেদন চৰকাৰ ৰাজ্য জিলা সভা বিষয়া আজি কালি ঘোষণা কাৰ্যসূচী উন্নয়ন প্ৰকল্প জনসাধাৰণ অসম বাণী বাতৰি প্ৰতিবেদন চৰকাৰ ৰাজ্য জিলা সভা বিষয়া আজি কালি ঘোষণা কাৰ্যসূচী উন্নয়ন প্ৰকল্প জনসাধাৰণ অসম বাণী বাতৰি প্ৰতিবেদন চৰকাৰ ৰাজ্য জিলা সভা বিষয়া আজি কালি ঘোষণা কাৰ্যসূচী উন্নয়ন প্ৰকল্প জনসাধাৰণ অসম বাণী বাতৰি প্ৰতিবেদন চৰকাৰ ৰাজ্য জিলা সভা বিষয়া আজি কালি ঘোষণা কাৰ্যসূচী উন্নয়ন প্ৰকল্প জনসাধাৰণ অসম বাণী বাতৰি প্ৰতিবেদন চৰকাৰ ৰাজ্য জিলা সভা বিষয়া আজি কালি ঘোষণা কাৰ্যসূচী উন্নয়ন প্ৰকল্প জনসাধাৰণ অসম বাণী বাতৰি প্ৰতিবেদন চৰকাৰ ৰাজ্য জিলা সভা বিষয়া আজি কালি ঘোষণা কাৰ্যসূচী উন্নয়ন প্ৰকল্প জনসাধাৰণ (4, 304, 147, 453)
article-headline: বৰপেটাতো টিনসুৰ শাৰী লগ (327, 1159, 429, 1170)
article-body: অসম বাণী বাতৰি প্ৰতিবেদন চৰকাৰ ৰাজ্য জিলা সভা বিষয়া আজি কালি ঘোষণা কাৰ্যসূচী উন্নয়ন প্ৰকল্প জনসাধাৰণ অসম বাণী বাতৰি প্ৰতিবেদন চৰকাৰ ৰাজ্য জিলা সভা বিষয়া আজি কালি ঘোষণা কাৰ্যসূচী উন্নয়ন প্ৰকল্প জনসাধাৰণ অসম বাণী বাতৰি প্ৰতিবেদন চৰকাৰ ৰাজ্য জিলা সভা বিষয়া আজি কালি ঘোষণা কাৰ্যসূচী উন্নয়ন প্ৰকল্প জনসাধাৰণ অসম বাণী বাতৰি প্ৰতিবেদন চৰকাৰ ৰাজ্য জিলা সভা বিষয়া আজি কালি ঘোষণা কাৰ্যসূচী উন্নয়ন প্ৰকল্প জনসাধাৰণ অসম বাণী বাতৰি প্ৰতিবেদন চৰকাৰ ৰাজ্য জিলা সভা বিষয়া আজি কালি ঘোষণা কাৰ্যসূচী উন্নয়ন প্ৰকল্প জনসাধাৰণ অসম বাণী বাতৰি প্ৰতিবেদন চৰকাৰ ৰাজ্য জিলা সভা বিষয়া আজি কালি ঘোষণা কাৰ্যসূচী উন্নয়ন প্ৰকল্প জনসাধাৰণ অসম বাণী বাতৰি প্ৰতিবেদন চৰকাৰ ৰাজ্য জিলা সভা বিষয়া আজি কালি ঘোষণা কাৰ্যসূচী উন্নয়ন প্ৰকল্প জনসাধাৰণ অসম বাণী বাতৰি প্ৰতিবেদন চৰকাৰ ৰাজ্য জিলা সভা বিষয়া আজি কালি ঘোষণা কাৰ্যসূচী উন্নয়ন প্ৰকল্প জনসাধাৰণ অসম বাণী বাতৰি প্ৰতিবেদন চৰকাৰ ৰাজ্য জিলা সভা বিষয়া আজি কালি ঘোষণা কাৰ্যসূচী উন্নয়ন প্ৰকল্প জনসাধাৰণ অসম বাণী বাতৰি প্ৰতিবেদন চৰকাৰ ৰাজ্য জিলা সভা বিষয়া আজি কালি ঘোষণা কাৰ্যসূচী উন্নয়ন প্ৰকল্প জনসাধাৰণ অসম বাণী বাতৰি প্ৰতিবেদন চৰকাৰ ৰাজ্য জিলা সভা বিষয়া আজি কালি ঘোষণা কাৰ্যসূচী উন্নয়ন প্ৰকল্প জনসাধাৰণ অসম বাণী বাতৰি প্ৰতিবেদন চৰকাৰ ৰাজ্য জিলা সভা বিষয়া আজি কালি ঘোষণা কাৰ্যসূচী উন্নয়ন প্ৰকল্প জনসাধাৰণ অসম বাণী বাতৰি প্ৰতিবেদন চৰকাৰ ৰাজ্য জিলা সভা বিষয়া আজি কালি ঘোষণা কাৰ্যসূচী উন্নয়ন প্ৰকল্প জনসাধাৰণ অসম বাণী বাতৰি প্ৰতিবেদন চৰকাৰ ৰাজ্য জিলা সভা বিষয়া আজি কালি ঘোষণা কাৰ্যসূচী উন্নয়ন প্ৰকল্প জনসাধাৰণ অসম বাণী বাতৰি প্ৰতিবেদন চৰকাৰ ৰাজ্য জিলা সভা বিষয়া আজি কালি ঘোষণা কাৰ্যসূচী উন্নয়ন প্ৰকল্প জনসাধাৰণ অসম বাণী বাতৰি প্ৰতিবেদন চৰকাৰ ৰাজ্য জিলা সভা বিষয়া আজি কালি ঘোষণা কাৰ্যসূচী উন্নয়ন প্ৰকল্প জনসাধাৰণ অসম বাণী বাতৰি প্ৰতিবেদন চৰকাৰ ৰাজ্য জিলা সভা বিষয়া আজি কালি ঘোষণা কাৰ্যসূচী উন্নয়ন প্ৰকল্প জনসাধাৰণ অসম বাণী বাতৰি প্ৰতিবেদন চৰকাৰ ৰাজ্য জিলা সভা বিষয়া আজি কালি ঘোষণা কাৰ্যসূচী উন্নয়ন প্ৰকল্প জনসাধাৰণ অসম বাণী বাতৰি প্ৰতিবেদন চৰকাৰ ৰাজ্য জিলা সভা বিষয়া আজি কালি ঘোষণা কাৰ্যসূচী উন্নয়ন প্ৰকল্প জনসাধাৰণ অসম বাণী বাতৰি প্ৰতিবেদন চৰকাৰ ৰাজ্য জিলা সভা বিষয়া আজি কালি ঘোষণা কাৰ্যসূচী উন্নয়ন প্ৰকল্প জনসাধাৰণ অসম বাণী বাতৰি প্ৰতিবেদন চৰকাৰ ৰাজ্য জিলা সভা বিষয়া আজি কালি ঘোষণা কাৰ্যসূচী উন্নয়ন প্ৰকল্প জনসাধাৰণ অসম বাণী বাতৰি প্ৰতিবেদন চৰকাৰ ৰাজ্য জিলা সভা বিষয়া আজি কালি ঘোষণা কাৰ্যসূচী উন্নয়ন প্ৰকল্প জনসাধাৰণ (4, 673, 147, 798)
article (458, 346, 606, 837)
article-body: অসম বাণী বাতৰি প্ৰতিবেদন চৰকাৰ ৰাজ্য জিলা সভা বিষয়া আজি কালি ঘোষণা কাৰ্যসূচী উন্নয়ন প্ৰকল্প জনসাধাৰণ অসম বাণী বাতৰি প্ৰতিবেদন চৰকাৰ ৰাজ্য জিলা সভা বিষয়া আজি কালি ঘোষণা কাৰ্যসূচী উন্নয়ন প্ৰকল্প জনসাধাৰণ অসম বাণী বাতৰি প্ৰতিবেদন চৰকাৰ ৰাজ্য জিলা সভা বিষয়া আজি কালি ঘোষণা কাৰ্যসূচী উন্নয়ন প্ৰকল্প জনসাধাৰণ অসম বাণী বাতৰি প্ৰতিবেদন চৰকাৰ ৰাজ্য জিলা সভা বিষয়া আজি কালি ঘোষণা কাৰ্যসূচী উন্নয়ন প্ৰকল্প জনসাধাৰণ অসম বাণী বাতৰি প্ৰতিবেদন চৰকাৰ ৰাজ্য জিলা সভা বিষয়া আজি কালি ঘোষণা কাৰ্যসূচী উন্নয়ন প্ৰকল্প জনসাধাৰণ অসম বাণী বাতৰি প্ৰতিবেদন চৰকাৰ ৰাজ্য জিলা সভা বিষয়া আজি কালি ঘোষণা কাৰ্যসূচী উন্নয়ন প্ৰকল্প জনসাধাৰণ অসম বাণী বাতৰি প্ৰতিবেদন চৰকাৰ ৰাজ্য জিলা সভা বিষয়া আজি কালি ঘোষণা কাৰ্যসূচী উন্নয়ন প্ৰকল্প জনসাধাৰণ অসম বাণী বাতৰি প্ৰতিবেদন চৰকাৰ ৰাজ্য জিলা সভা বিষয়া আজি কালি ঘোষণা কাৰ্যসূচী উন্নয়ন প্ৰকল্প জনসাধাৰণ অসম বাণী বাতৰি প্ৰতিবেদন চৰকাৰ ৰাজ্য জিলা সভা বিষয়া আজি কালি ঘোষণা কাৰ্যসূচী উন্নয়ন প্ৰকল্প জনসাধাৰণ অসম বাণী বাতৰি প্ৰতিবেদন চৰকাৰ ৰাজ্য জিলা সভা বিষয়া আজি কালি ঘোষণা কাৰ্যসূচী উন্নয়ন প্ৰকল্প জনসাধাৰণ অসম বাণী বাতৰি প্ৰতিবেদন চৰকাৰ ৰাজ্য জিলা সভা বিষয়া আজি কালি ঘোষণা কাৰ্যসূচী উন্নয়ন প্ৰকল্প জনসাধাৰণ অসম বাণী বাতৰি প্ৰতিবেদন চৰকাৰ ৰাজ্য জিলা সভা বিষয়া আজি কালি ঘোষণা কাৰ্যসূচী উন্নয়ন প্ৰকল্প জনসাধাৰণ অসম বাণী বাতৰি প্ৰতিবেদন চৰকাৰ ৰাজ্য জিলা সভা বিষয়া আজি কালি ঘোষণা কাৰ্যসূচী উন্নয়ন প্ৰকল্প জনসাধাৰণ অসম বাণী বাতৰি প্ৰতিবেদন চৰকাৰ ৰাজ্য জিলা সভা বিষয়া আজি কালি ঘোষণা কাৰ্যসূচী উন্নয়ন প্ৰকল্প জনসাধাৰণ অসম বাণী বাতৰি প্ৰতিবেদন চৰকাৰ ৰাজ্য জিলা সভা বিষয়া আজি কালি ঘোষণা কাৰ্যসূচী উন্নয়ন প্ৰকল্প জনসাধাৰণ অসম বাণী বাতৰি প্ৰতিবেদন চৰকাৰ ৰাজ্য জিলা সভা বিষয়া আজি কালি ঘোষণা কাৰ্যসূচী উন্নয়ন প্ৰকল্প জনসাধাৰণ অসম বাণী বাতৰি প্ৰতিবেদন চৰকাৰ ৰাজ্য জিলা সভা বিষয়া আজি কালি ঘোষণা কাৰ্যসূচী উন্নয়ন প্ৰকল্প জনসাধাৰণ অসম বাণী বাতৰি প্ৰতিবেদন চৰকাৰ ৰাজ্য জিলা সভা বিষয়া আজি কালি ঘোষণা কাৰ্যসূচী উন্নয়ন প্ৰকল্প জনসাধাৰণ অসম বাণী বাতৰি প্ৰতিবেদন চৰকাৰ ৰাজ্য জিলা সভা বিষয়া আজি কালি ঘোষণা কাৰ্যসূচী উন্নয়ন প্ৰকল্প জনসাধাৰণ অসম বাণী বাতৰি প্ৰতিবেদন চৰকাৰ ৰাজ্য জিলা সভা বিষয়া আজি কালি ঘোষণা কাৰ্যসূচী উন্নয়ন প্ৰকল্প জনসাধাৰণ অসম বাণী বাতৰি প্ৰতিবেদন চৰকাৰ ৰাজ্য জিলা সভা বিষয়া আজি কালি ঘোষণা কাৰ্যসূচী উন্নয়ন প্ৰকল্প জনসাধাৰণ অসম বাণী বাতৰি প্ৰতিবেদন চৰকাৰ ৰাজ্য জিলা সভা বিষয়া আজি কালি ঘোষণা কাৰ্যসূচী উন্নয়ন প্ৰকল্প জনসাধাৰণ অসম বাণী বাতৰি প্ৰতিবেদন চৰকাৰ ৰাজ্য জিলা সভা বিষয়া আজি কালি ঘোষণা কাৰ্যসূচী উন্নয়ন প্ৰকল্প জনসাধাৰণ অসম বাণী বাতৰি প্ৰতিবেদন চৰকাৰ ৰাজ্য জিলা সভা বিষয়া আজি কালি ঘোষণা কাৰ্যসূচী উন্নয়ন প্ৰকল্প জনসাধাৰণ অসম বাণী বাতৰি প্ৰতিবেদন চৰকাৰ ৰাজ্য জিলা সভা বিষয়া আজি কালি ঘোষণা কাৰ্যসূচী উন্নয়ন প্ৰকল্প জনসাধাৰণ অসম বাণী বাতৰি প্ৰতিবেদন চৰকাৰ ৰাজ্য জিলা সভা বিষয়া আজি কালি ঘোষণা কাৰ্যসূচী উন্নয়ন প্ৰকল্প জনসাধাৰণ অসম বাণী বাতৰি প্ৰতিবেদন চৰকাৰ ৰাজ্য জিলা সভা বিষয়া আজি কালি ঘোষণা কাৰ্যসূচী উন্নয়ন প্ৰকল্প জনসাধাৰণ অসম বাণী বাতৰি প্ৰতিবেদন চৰকাৰ ৰাজ্য জিলা সভা বিষয়া আজি কালি ঘোষণা কাৰ্যসূচী উন্নয়ন প্ৰকল্প জনসাধাৰণ (4, 41, 147, 199)
article-body: অসম বাণী বাতৰি প্ৰতিবেদন চৰকাৰ ৰাজ্য জিলা সভা বিষয়া আজি কালি ঘোষণা কাৰ্যসূচী উন্নয়ন প্ৰকল্প জনসাধাৰণ অসম বাণী বাতৰি প্ৰতিবেদন চৰকাৰ ৰাজ্য জিলা সভা বিষয়া আজি কালি ঘোষণা কাৰ্যসূচী উন্নয়ন প্ৰকল্প জনসাধাৰণ অসম বাণী বাতৰি প্ৰতিবেদন চৰকাৰ ৰাজ্য জিলা সভা বিষয়া আজি কালি ঘোষণা কাৰ্যসূচী উন্নয়ন প্ৰকল্প জনসাধাৰণ অসম বাণী বাতৰি প্ৰতিবেদন চৰকাৰ ৰাজ্য জিলা সভা বিষয়া আজি কালি ঘোষণা কাৰ্যসূচী উন্নয়ন প্ৰকল্প জনসাধাৰণ অসম বাণী বাতৰি প্ৰতিবেদন চৰকাৰ ৰাজ্য জিলা সভা বিষয়া আজি কালি ঘোষণা কাৰ্যসূচী উন্নয়ন প্ৰকল্প জনসাধাৰণ অসম বাণী বাতৰি প্ৰতিবেদন চৰকাৰ ৰাজ্য জিলা সভা বিষয়া আজি কালি ঘোষণা কাৰ্যসূচী উন্নয়ন প্ৰকল্প জনসাধাৰণ অসম বাণী বাতৰি প্ৰতিবেদন চৰকাৰ ৰাজ্য জিলা সভা বিষয়া আজি কালি ঘোষণা কাৰ্যসূচী উন্নয়ন প্ৰকল্প জনসাধাৰণ অসম বাণী বাতৰি প্ৰতিবেদন চৰকাৰ ৰাজ্য জিলা সভা বিষয়া আজি কালি ঘোষণা কাৰ্যসূচী উন্নয়ন প্ৰকল্প জনসাধাৰণ অসম বাণী বাতৰি প্ৰতিবেদন চৰকাৰ ৰাজ্য জিলা সভা বিষয়া আজি কালি ঘোষণা কাৰ্যসূচী উন্নয়ন প্ৰকল্প জনসাধাৰণ অসম বাণী বাতৰি প্ৰতিবেদন চৰকাৰ ৰাজ্য জিলা সভা বিষয়া আজি কালি ঘোষণা কাৰ্যসূচী উন্নয়ন প্ৰকল্প জনসাধাৰণ অসম বাণী বাতৰি প্ৰতিবেদন চৰকাৰ ৰাজ্য জিলা সভা বিষয়া আজি কালি ঘোষণা কাৰ্যসূচী উন্নয়ন প্ৰকল্প জনসাধাৰণ অসম বাণী বাতৰি প্ৰতিবেদন চৰকাৰ ৰাজ্য জিলা সভা বিষয়া আজি কালি ঘোষণা কাৰ্যসূচী উন্নয়ন প্ৰকল্প জনসাধাৰণ অসম বাণী বাতৰি প্ৰতিবেদন চৰকাৰ ৰাজ্য জিলা সভা বিষয়া আজি কালি ঘোষণা কাৰ্যসূচী উন্নয়ন প্ৰকল্প জনসাধাৰণ অসম বাণী বাতৰি প্ৰতিবেদন চৰকাৰ ৰাজ্য জিলা সভা বিষয়া আজি কালি ঘোষণা কাৰ্যসূচী উন্নয়ন প্ৰকল্প জনসাধাৰণ অসম বাণী বাতৰি প্ৰতিবেদন চৰকাৰ ৰাজ্য জিলা সভা বিষয়া আজি কালি ঘোষণা কাৰ্যসূচী উন্নয়ন প্ৰকল্প জনসাধাৰণ অসম বাণী বাতৰি প্ৰতিবেদন চৰকাৰ ৰাজ্য জিলা সভা বিষয়া আজি কালি ঘোষণা কাৰ্যসূচী উন্নয়ন প্ৰকল্প জনসাধাৰণ অসম বাণী বাতৰি প্ৰতিবেদন চৰকাৰ ৰাজ্য জিলা সভা বিষয়া আজি কালি ঘোষণা কাৰ্যসূচী উন্নয়ন প্ৰকল্প জনসাধাৰণ অসম বাণী বাতৰি প্ৰতিবেদন চৰকাৰ ৰাজ্য জিলা সভা বিষয়া আজি কালি ঘোষণা কাৰ্যসূচী উন্নয়ন প্ৰকল্প জনসাধাৰণ অসম বাণী বাতৰি প্ৰতিবেদন চৰকাৰ ৰাজ্য জিলা সভা বিষয়া আজি কালি ঘোষণা কাৰ্যসূচী উন্নয়ন প্ৰকল্প জনসাধাৰণ অসম বাণী বাতৰি প্ৰতিবেদন চৰকাৰ ৰাজ্য জিলা সভা বিষয়া আজি কালি ঘোষণা কাৰ্যসূচী উন্নয়ন প্ৰকল্প জনসাধাৰণ অসম বাণী বাতৰি প্ৰতিবেদন চৰকাৰ ৰাজ্য জিলা সভা বিষয়া আজি কালি ঘোষণা কাৰ্যসূচী উন্নয়ন প্ৰকল্প জনসাধাৰণ অসম বাণী বাতৰি প্ৰতিবেদন চৰকাৰ ৰাজ্য জিলা সভা বিষয়া আজি কালি ঘোষণা কাৰ্যসূচী উন্নয়ন প্ৰকল্প জনসাধাৰণ অসম বাণী বাতৰি প্ৰতিবেদন চৰকাৰ ৰাজ্য জিলা সভা বিষয়া আজি কালি ঘোষণা কাৰ্যসূচী উন্নয়ন প্ৰকল্প জনসাধাৰণ অসম বাণী বাতৰি প্ৰতিবেদন চৰকাৰ ৰাজ্য জিলা সভা বিষয়া আজি কালি ঘোষণা কাৰ্যসূচী উন্নয়ন প্ৰকল্প জনসাধাৰণ অসম বাণী বাতৰি প্ৰতিবেদন চৰকাৰ ৰাজ্য জিলা সভা বিষয়া আজি কালি ঘোষণা কাৰ্যসূচী উন্নয়ন প্ৰকল্প জনসাধাৰণ অসম বাণী বাতৰি প্ৰতিবেদন চৰকাৰ ৰাজ্য জিলা সভা বিষয়া আজি কালি ঘোষণা কাৰ্যসূচী উন্নয়ন প্ৰকল্প জনসাধাৰণ অসম বাণী বাতৰি প্ৰতিবেদন চৰকাৰ ৰাজ্য জিলা সভা বিষয়া আজি কালি ঘোষণা কাৰ্যসূচী উন্নয়ন প্ৰকল্প জনসাধাৰণ অসম বাণী বাতৰি প্ৰতিবেদন চৰকাৰ ৰাজ্য জিলা সভা বিষয়া আজি কালি ঘোষণা কাৰ্যসূচী উন্নয়ন প্ৰকল্প জনসাধাৰণ অসম বাণী বাতৰি প্ৰতিবেদন চৰকাৰ ৰাজ্য জিলা সভা বিষয়া আজি কালি ঘোষণা কাৰ্যসূচী উন্নয়ন প্ৰকল্প জনসাধাৰণ অসম বাণী বাতৰি প্ৰতিবেদন চৰকাৰ ৰাজ্য জিলা সভা বিষয়া আজি কালি ঘোষণা কাৰ্যসূচী উন্নয়ন প্ৰকল্প জনসাধাৰণ অসম বাণী বাতৰি প্ৰতিবেদন চৰকাৰ ৰাজ্য জিলা সভা বিষয়া আজি কালি ঘোষণা কাৰ্যসূচী উন্নয়ন প্ৰকল্প জনসাধাৰণ অসম বাণী বাতৰি প্ৰতিবেদন চৰকাৰ ৰাজ্য জিলা সভা বিষয়া আজি কালি ঘোষণা কাৰ্যসূচী উন্নয়ন প্ৰকল্প জনসাধাৰণ (151, 783, 299, 956)
column-rule (456, 26, 457, 856)
article-divider (151, 768, 298, 769)
article (4, 456, 147, 654)
article-headline: বাংলাদেশৰ অস্থিৰ পৰিস্থিতি (26, 291, 125, 302)
article (302, 1070, 454, 1153)
article (151, 960, 298, 1086)
